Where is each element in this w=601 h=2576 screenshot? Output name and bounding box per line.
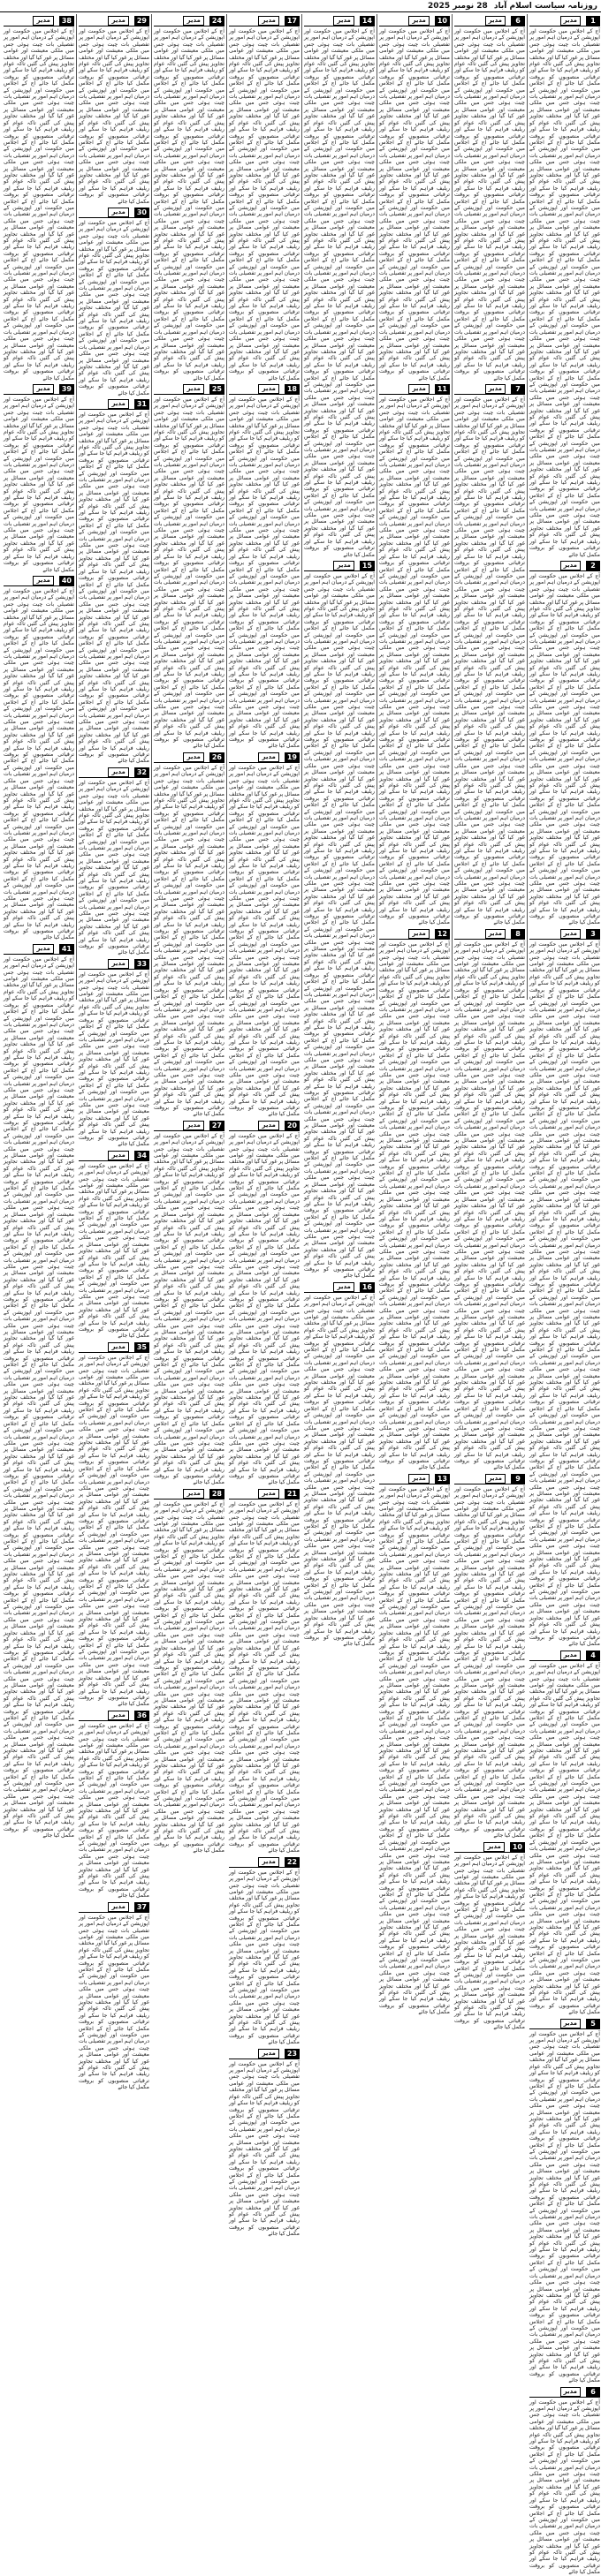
item-body: آج کے اجلاس میں حکومت اور اپوزیشن کے درمیان اہم امور پر تفصیلی بات چیت ہوئی جس میں ملکی معیشت اور عوامی مسائل پر غور کیا گیا اور مختلف تجاویز پیش کی گئیں تاکہ عوام کو ریلیف فراہم کیا جا سکے اور ترقیاتی منصوبوں کو بروقت مکمل کیا جائے آج کے اجلاس میں حکومت اور اپوزیشن کے درمیان اہم امور پر تفصیلی بات چیت ہوئی جس میں ملکی معیشت اور عوامی مسائل پر غور کیا گیا اور مختلف تجاویز پیش کی گئیں تاکہ عوام کو ریلیف فراہم کیا جا سکے اور ترقیاتی منصوبوں کو بروقت مکمل کیا جائے آج کے اجلاس میں حکومت اور اپوزیشن کے درمیان اہم امور پر تفصیلی بات چیت ہوئی جس میں ملکی معیشت اور عوامی مسائل پر غور کیا گیا اور مختلف تجاویز پیش کی گئیں تاکہ عوام کو ریلیف فراہم کیا جا سکے اور ترقیاتی منصوبوں کو بروقت مکمل کیا جائے [529, 2398, 600, 2576]
item-body: آج کے اجلاس میں حکومت اور اپوزیشن کے درمیان اہم امور پر تفصیلی بات چیت ہوئی جس میں ملکی معیشت اور عوامی مسائل پر غور کیا گیا اور مختلف تجاویز پیش کی گئیں تاکہ عوام کو ریلیف فراہم کیا جا سکے اور ترقیاتی منصوبوں کو بروقت مکمل کیا جائے آج کے اجلاس میں حکومت اور اپوزیشن کے درمیان اہم امور پر تفصیلی بات چیت ہوئی جس میں ملکی معیشت اور عوامی مسائل پر غور کیا گیا اور مختلف تجاویز پیش کی گئیں تاکہ عوام کو ریلیف فراہم کیا جا سکے اور ترقیاتی منصوبوں کو بروقت مکمل کیا جائے آج کے اجلاس میں حکومت اور اپوزیشن کے درمیان اہم امور پر تفصیلی بات چیت ہوئی جس میں ملکی معیشت اور عوامی مسائل پر غور کیا گیا اور مختلف تجاویز پیش کی گئیں تاکہ عوام کو ریلیف فراہم کیا جا سکے اور ترقیاتی منصوبوں کو بروقت مکمل کیا جائے آج کے اجلاس میں حکومت اور اپوزیشن کے درمیان اہم امور پر تفصیلی بات چیت ہوئی جس میں ملکی معیشت اور عوامی مسائل پر غور کیا گیا اور مختلف تجاویز پیش کی گئیں تاکہ عوام کو ریلیف فراہم کیا جا سکے اور ترقیاتی منصوبوں کو بروقت مکمل کیا جائے آج کے اجلاس میں حکومت اور اپوزیشن کے درمیان اہم امور پر تفصیلی بات چیت ہوئی جس میں ملکی معیشت اور عوامی مسائل پر غور کیا گیا اور مختلف تجاویز پیش کی گئیں تاکہ عوام کو ریلیف فراہم کیا جا سکے اور ترقیاتی منصوبوں کو بروقت مکمل کیا جائے آج کے اجلاس میں حکومت اور اپوزیشن کے درمیان اہم امور پر تفصیلی بات چیت ہوئی جس میں ملکی معیشت اور عوامی مسائل پر غور کیا گیا اور مختلف تجاویز پیش کی گئیں تاکہ عوام کو ریلیف فراہم کیا جا سکے اور ترقیاتی منصوبوں کو بروقت مکمل کیا جائے [454, 28, 525, 381]
item-header [4, 944, 74, 955]
news-item [379, 384, 450, 926]
masthead [0, 0, 601, 12]
item-header [79, 1342, 149, 1353]
item-header [79, 1151, 149, 1161]
item-number: 29 [134, 16, 149, 26]
item-header [79, 399, 149, 410]
column [453, 14, 526, 2031]
section-label: مدیر [108, 1151, 128, 1160]
section-label: مدیر [258, 16, 278, 26]
news-item [529, 561, 600, 926]
item-header [4, 16, 74, 26]
item-header [154, 1121, 224, 1131]
item-number: 23 [285, 2049, 300, 2059]
item-number: 9 [511, 1474, 525, 1484]
item-body: آج کے اجلاس میں حکومت اور اپوزیشن کے درمیان اہم امور پر تفصیلی بات چیت ہوئی جس میں ملکی معیشت اور عوامی مسائل پر غور کیا گیا اور مختلف تجاویز پیش کی گئیں تاکہ عوام کو ریلیف فراہم کیا جا سکے اور ترقیاتی منصوبوں کو بروقت مکمل کیا جائے آج کے اجلاس میں حکومت اور اپوزیشن کے درمیان اہم امور پر تفصیلی بات چیت ہوئی جس میں ملکی معیشت اور عوامی مسائل پر غور کیا گیا اور مختلف تجاویز پیش کی گئیں تاکہ عوام کو ریلیف فراہم کیا جا سکے اور ترقیاتی منصوبوں کو بروقت مکمل کیا جائے آج کے اجلاس میں حکومت اور اپوزیشن کے درمیان اہم امور پر تفصیلی بات چیت ہوئی جس میں ملکی معیشت اور عوامی مسائل پر غور کیا گیا اور مختلف تجاویز پیش کی گئیں تاکہ عوام کو ریلیف فراہم کیا جا سکے اور ترقیاتی منصوبوں کو بروقت مکمل کیا جائے آج کے اجلاس میں حکومت اور اپوزیشن کے درمیان اہم امور پر تفصیلی بات چیت ہوئی جس میں ملکی معیشت اور عوامی مسائل پر غور کیا گیا اور مختلف تجاویز پیش کی گئیں تاکہ عوام کو ریلیف فراہم کیا جا سکے اور ترقیاتی منصوبوں کو بروقت مکمل کیا جائے آج کے اجلاس میں حکومت اور اپوزیشن کے درمیان اہم امور پر تفصیلی بات چیت ہوئی جس میں ملکی معیشت اور عوامی مسائل پر غور کیا گیا اور مختلف تجاویز پیش کی گئیں تاکہ عوام کو ریلیف فراہم کیا جا سکے اور ترقیاتی منصوبوں کو بروقت مکمل کیا جائے آج کے اجلاس میں حکومت اور اپوزیشن کے درمیان اہم امور پر تفصیلی بات چیت ہوئی جس میں ملکی معیشت اور عوامی مسائل پر غور کیا گیا اور مختلف تجاویز پیش کی گئیں تاکہ عوام کو ریلیف فراہم کیا جا سکے اور ترقیاتی منصوبوں کو بروقت مکمل کیا جائے [379, 28, 450, 381]
item-body: آج کے اجلاس میں حکومت اور اپوزیشن کے درمیان اہم امور پر تفصیلی بات چیت ہوئی جس میں ملکی معیشت اور عوامی مسائل پر غور کیا گیا اور مختلف تجاویز پیش کی گئیں تاکہ عوام کو ریلیف فراہم کیا جا سکے اور ترقیاتی منصوبوں کو بروقت مکمل کیا جائے آج کے اجلاس میں حکومت اور اپوزیشن کے درمیان اہم امور پر تفصیلی بات چیت ہوئی جس میں ملکی معیشت اور عوامی مسائل پر غور کیا گیا اور مختلف تجاویز پیش کی گئیں تاکہ عوام کو ریلیف فراہم کیا جا سکے اور ترقیاتی منصوبوں کو بروقت مکمل کیا جائے آج کے اجلاس میں حکومت اور اپوزیشن کے درمیان اہم امور پر تفصیلی بات چیت ہوئی جس میں ملکی معیشت اور عوامی مسائل پر غور کیا گیا اور مختلف تجاویز پیش کی گئیں تاکہ عوام کو ریلیف فراہم کیا جا سکے اور ترقیاتی منصوبوں کو بروقت مکمل کیا جائے آج کے اجلاس میں حکومت اور اپوزیشن کے درمیان اہم امور پر تفصیلی بات چیت ہوئی جس میں ملکی معیشت اور عوامی مسائل پر غور کیا گیا اور مختلف تجاویز پیش کی گئیں تاکہ عوام کو ریلیف فراہم کیا جا سکے اور ترقیاتی منصوبوں کو بروقت مکمل کیا جائے آج کے اجلاس میں حکومت اور اپوزیشن کے درمیان اہم امور پر تفصیلی بات چیت ہوئی جس میں ملکی معیشت اور عوامی مسائل پر غور کیا گیا اور مختلف تجاویز پیش کی گئیں تاکہ عوام کو ریلیف فراہم کیا جا سکے اور ترقیاتی منصوبوں کو بروقت مکمل کیا جائے آج کے اجلاس میں حکومت اور اپوزیشن کے درمیان اہم امور پر تفصیلی بات چیت ہوئی جس میں ملکی معیشت اور عوامی مسائل پر غور کیا گیا اور مختلف تجاویز پیش کی گئیں تاکہ عوام کو ریلیف فراہم کیا جا سکے اور ترقیاتی منصوبوں کو بروقت مکمل کیا جائے آج کے اجلاس میں حکومت اور اپوزیشن کے درمیان اہم امور پر تفصیلی بات چیت ہوئی جس میں ملکی معیشت اور عوامی مسائل پر غور کیا گیا اور مختلف تجاویز پیش کی گئیں تاکہ عوام کو ریلیف فراہم کیا جا سکے اور ترقیاتی منصوبوں کو بروقت مکمل کیا جائے آج کے اجلاس میں حکومت اور اپوزیشن کے درمیان اہم امور پر تفصیلی بات چیت ہوئی جس میں ملکی معیشت اور عوامی مسائل پر غور کیا گیا اور مختلف تجاویز پیش کی گئیں تاکہ عوام کو ریلیف فراہم کیا جا سکے اور ترقیاتی منصوبوں کو بروقت مکمل کیا جائے آج کے اجلاس میں حکومت اور اپوزیشن کے درمیان اہم امور پر تفصیلی بات چیت ہوئی جس میں ملکی معیشت اور عوامی مسائل پر غور کیا گیا اور مختلف تجاویز پیش کی گئیں تاکہ عوام کو ریلیف فراہم کیا جا سکے اور ترقیاتی منصوبوں کو بروقت مکمل کیا جائے [379, 941, 450, 1471]
section-label: مدیر [108, 208, 128, 217]
section-label: مدیر [560, 16, 581, 26]
news-item [454, 16, 525, 381]
section-label: مدیر [33, 576, 53, 585]
item-number: 33 [134, 959, 149, 969]
news-item [229, 16, 300, 381]
section-label: مدیر [108, 1902, 128, 1912]
section-label: مدیر [485, 384, 506, 394]
item-body: آج کے اجلاس میں حکومت اور اپوزیشن کے درمیان اہم امور پر تفصیلی بات چیت ہوئی جس میں ملکی معیشت اور عوامی مسائل پر غور کیا گیا اور مختلف تجاویز پیش کی گئیں تاکہ عوام کو ریلیف فراہم کیا جا سکے اور ترقیاتی منصوبوں کو بروقت مکمل کیا جائے آج کے اجلاس میں حکومت اور اپوزیشن کے درمیان اہم امور پر تفصیلی بات چیت ہوئی جس میں ملکی معیشت اور عوامی مسائل پر غور کیا گیا اور مختلف تجاویز پیش کی گئیں تاکہ عوام کو ریلیف فراہم کیا جا سکے اور ترقیاتی منصوبوں کو بروقت مکمل کیا جائے آج کے اجلاس میں حکومت اور اپوزیشن کے درمیان اہم امور پر تفصیلی بات چیت ہوئی جس میں ملکی معیشت اور عوامی مسائل پر غور کیا گیا اور مختلف تجاویز پیش کی گئیں تاکہ عوام کو ریلیف فراہم کیا جا سکے اور ترقیاتی منصوبوں کو بروقت مکمل کیا جائے آج کے اجلاس میں حکومت اور اپوزیشن کے درمیان اہم امور پر تفصیلی بات چیت ہوئی جس میں ملکی معیشت اور عوامی مسائل پر غور کیا گیا اور مختلف تجاویز پیش کی گئیں تاکہ عوام کو ریلیف فراہم کیا جا سکے اور ترقیاتی منصوبوں کو بروقت مکمل کیا جائے آج کے اجلاس میں حکومت اور اپوزیشن کے درمیان اہم امور پر تفصیلی بات چیت ہوئی جس میں ملکی معیشت اور عوامی مسائل پر غور کیا گیا اور مختلف تجاویز پیش کی گئیں تاکہ عوام کو ریلیف فراہم کیا جا سکے اور ترقیاتی منصوبوں کو بروقت مکمل کیا جائے آج کے اجلاس میں حکومت اور اپوزیشن کے درمیان اہم امور پر تفصیلی بات چیت ہوئی جس میں ملکی معیشت اور عوامی مسائل پر غور کیا گیا اور مختلف تجاویز پیش کی گئیں تاکہ عوام کو ریلیف فراہم کیا جا سکے اور ترقیاتی منصوبوں کو بروقت مکمل کیا جائے [154, 1132, 224, 1486]
section-label: مدیر [183, 16, 203, 26]
item-number: 2 [586, 561, 600, 570]
column [378, 14, 451, 2016]
item-header [154, 1489, 224, 1500]
section-label: مدیر [560, 1651, 581, 1660]
item-number: 39 [59, 384, 74, 394]
section-label: مدیر [183, 384, 203, 394]
item-header [379, 16, 450, 26]
item-body: آج کے اجلاس میں حکومت اور اپوزیشن کے درمیان اہم امور پر تفصیلی بات چیت ہوئی جس میں ملکی معیشت اور عوامی مسائل پر غور کیا گیا اور مختلف تجاویز پیش کی گئیں تاکہ عوام کو ریلیف فراہم کیا جا سکے اور ترقیاتی منصوبوں کو بروقت مکمل کیا جائے آج کے اجلاس میں حکومت اور اپوزیشن کے درمیان اہم امور پر تفصیلی بات چیت ہوئی جس میں ملکی معیشت اور عوامی مسائل پر غور کیا گیا اور مختلف تجاویز پیش کی گئیں تاکہ عوام کو ریلیف فراہم کیا جا سکے اور ترقیاتی منصوبوں کو بروقت مکمل کیا جائے آج کے اجلاس میں حکومت اور اپوزیشن کے درمیان اہم امور پر تفصیلی بات چیت ہوئی جس میں ملکی معیشت اور عوامی مسائل پر غور کیا گیا اور مختلف تجاویز پیش کی گئیں تاکہ عوام کو ریلیف فراہم کیا جا سکے اور ترقیاتی منصوبوں کو بروقت مکمل کیا جائے [79, 1914, 149, 2091]
item-number: 40 [59, 576, 74, 585]
item-header [229, 384, 300, 395]
item-number: 25 [209, 384, 224, 394]
news-item [529, 929, 600, 1648]
item-body: آج کے اجلاس میں حکومت اور اپوزیشن کے درمیان اہم امور پر تفصیلی بات چیت ہوئی جس میں ملکی معیشت اور عوامی مسائل پر غور کیا گیا اور مختلف تجاویز پیش کی گئیں تاکہ عوام کو ریلیف فراہم کیا جا سکے اور ترقیاتی منصوبوں کو بروقت مکمل کیا جائے آج کے اجلاس میں حکومت اور اپوزیشن کے درمیان اہم امور پر تفصیلی بات چیت ہوئی جس میں ملکی معیشت اور عوامی مسائل پر غور کیا گیا اور مختلف تجاویز پیش کی گئیں تاکہ عوام کو ریلیف فراہم کیا جا سکے اور ترقیاتی منصوبوں کو بروقت مکمل کیا جائے آج کے اجلاس میں حکومت اور اپوزیشن کے درمیان اہم امور پر تفصیلی بات چیت ہوئی جس میں ملکی معیشت اور عوامی مسائل پر غور کیا گیا اور مختلف تجاویز پیش کی گئیں تاکہ عوام کو ریلیف فراہم کیا جا سکے اور ترقیاتی منصوبوں کو بروقت مکمل کیا جائے آج کے اجلاس میں حکومت اور اپوزیشن کے درمیان اہم امور پر تفصیلی بات چیت ہوئی جس میں ملکی معیشت اور عوامی مسائل پر غور کیا گیا اور مختلف تجاویز پیش کی گئیں تاکہ عوام کو ریلیف فراہم کیا جا سکے اور ترقیاتی منصوبوں کو بروقت مکمل کیا جائے آج کے اجلاس میں حکومت اور اپوزیشن کے درمیان اہم امور پر تفصیلی بات چیت ہوئی جس میں ملکی معیشت اور عوامی مسائل پر غور کیا گیا اور مختلف تجاویز پیش کی گئیں تاکہ عوام کو ریلیف فراہم کیا جا سکے اور ترقیاتی منصوبوں کو بروقت مکمل کیا جائے آج کے اجلاس میں حکومت اور اپوزیشن کے درمیان اہم امور پر تفصیلی بات چیت ہوئی جس میں ملکی معیشت اور عوامی مسائل پر غور کیا گیا اور مختلف تجاویز پیش کی گئیں تاکہ عوام کو ریلیف فراہم کیا جا سکے اور ترقیاتی منصوبوں کو بروقت مکمل کیا جائے [529, 2030, 600, 2384]
section-label: مدیر [333, 1282, 354, 1292]
item-header [154, 752, 224, 763]
section-label: مدیر [333, 16, 354, 26]
news-item [154, 1489, 224, 1855]
item-number: 32 [134, 767, 149, 777]
column [303, 14, 376, 1648]
news-item [229, 2049, 300, 2238]
column-rule [301, 14, 302, 1000]
column [78, 14, 150, 2091]
item-header [4, 576, 74, 586]
news-item [4, 16, 74, 381]
section-label: مدیر [183, 752, 203, 762]
item-number: 41 [59, 944, 74, 954]
section-label: مدیر [408, 16, 429, 26]
item-body: آج کے اجلاس میں حکومت اور اپوزیشن کے درمیان اہم امور پر تفصیلی بات چیت ہوئی جس میں ملکی معیشت اور عوامی مسائل پر غور کیا گیا اور مختلف تجاویز پیش کی گئیں تاکہ عوام کو ریلیف فراہم کیا جا سکے اور ترقیاتی منصوبوں کو بروقت مکمل کیا جائے آج کے اجلاس میں حکومت اور اپوزیشن کے درمیان اہم امور پر تفصیلی بات چیت ہوئی جس میں ملکی معیشت اور عوامی مسائل پر غور کیا گیا اور مختلف تجاویز پیش کی گئیں تاکہ عوام کو ریلیف فراہم کیا جا سکے اور ترقیاتی منصوبوں کو بروقت مکمل کیا جائے آج کے اجلاس میں حکومت اور اپوزیشن کے درمیان اہم امور پر تفصیلی بات چیت ہوئی جس میں ملکی معیشت اور عوامی مسائل پر غور کیا گیا اور مختلف تجاویز پیش کی گئیں تاکہ عوام کو ریلیف فراہم کیا جا سکے اور ترقیاتی منصوبوں کو بروقت مکمل کیا جائے آج کے اجلاس میں حکومت اور اپوزیشن کے درمیان اہم امور پر تفصیلی بات چیت ہوئی جس میں ملکی معیشت اور عوامی مسائل پر غور کیا گیا اور مختلف تجاویز پیش کی گئیں تاکہ عوام کو ریلیف فراہم کیا جا سکے اور ترقیاتی منصوبوں کو بروقت مکمل کیا جائے آج کے اجلاس میں حکومت اور اپوزیشن کے درمیان اہم امور پر تفصیلی بات چیت ہوئی جس میں ملکی معیشت اور عوامی مسائل پر غور کیا گیا اور مختلف تجاویز پیش کی گئیں تاکہ عوام کو ریلیف فراہم کیا جا سکے اور ترقیاتی منصوبوں کو بروقت مکمل کیا جائے آج کے اجلاس میں حکومت اور اپوزیشن کے درمیان اہم امور پر تفصیلی بات چیت ہوئی جس میں ملکی معیشت اور عوامی مسائل پر غور کیا گیا اور مختلف تجاویز پیش کی گئیں تاکہ عوام کو ریلیف فراہم کیا جا سکے اور ترقیاتی منصوبوں کو بروقت مکمل کیا جائے [529, 1662, 600, 2016]
item-body: آج کے اجلاس میں حکومت اور اپوزیشن کے درمیان اہم امور پر تفصیلی بات چیت ہوئی جس میں ملکی معیشت اور عوامی مسائل پر غور کیا گیا اور مختلف تجاویز پیش کی گئیں تاکہ عوام کو ریلیف فراہم کیا جا سکے اور ترقیاتی منصوبوں کو بروقت مکمل کیا جائے آج کے اجلاس میں حکومت اور اپوزیشن کے درمیان اہم امور پر تفصیلی بات چیت ہوئی جس میں ملکی معیشت اور عوامی مسائل پر غور کیا گیا اور مختلف تجاویز پیش کی گئیں تاکہ عوام کو ریلیف فراہم کیا جا سکے اور ترقیاتی منصوبوں کو بروقت مکمل کیا جائے آج کے اجلاس میں حکومت اور اپوزیشن کے درمیان اہم امور پر تفصیلی بات چیت ہوئی جس میں ملکی معیشت اور عوامی مسائل پر غور کیا گیا اور مختلف تجاویز پیش کی گئیں تاکہ عوام کو ریلیف فراہم کیا جا سکے اور ترقیاتی منصوبوں کو بروقت مکمل کیا جائے آج کے اجلاس میں حکومت اور اپوزیشن کے درمیان اہم امور پر تفصیلی بات چیت ہوئی جس میں ملکی معیشت اور عوامی مسائل پر غور کیا گیا اور مختلف تجاویز پیش کی گئیں تاکہ عوام کو ریلیف فراہم کیا جا سکے اور ترقیاتی منصوبوں کو بروقت مکمل کیا جائے آج کے اجلاس میں حکومت اور اپوزیشن کے درمیان اہم امور پر تفصیلی بات چیت ہوئی جس میں ملکی معیشت اور عوامی مسائل پر غور کیا گیا اور مختلف تجاویز پیش کی گئیں تاکہ عوام کو ریلیف فراہم کیا جا سکے اور ترقیاتی منصوبوں کو بروقت مکمل کیا جائے آج کے اجلاس میں حکومت اور اپوزیشن کے درمیان اہم امور پر تفصیلی بات چیت ہوئی جس میں ملکی معیشت اور عوامی مسائل پر غور کیا گیا اور مختلف تجاویز پیش کی گئیں تاکہ عوام کو ریلیف فراہم کیا جا سکے اور ترقیاتی منصوبوں کو بروقت مکمل کیا جائے [154, 1500, 224, 1855]
news-item [79, 16, 149, 205]
news-item [79, 1902, 149, 2091]
item-body: آج کے اجلاس میں حکومت اور اپوزیشن کے درمیان اہم امور پر تفصیلی بات چیت ہوئی جس میں ملکی معیشت اور عوامی مسائل پر غور کیا گیا اور مختلف تجاویز پیش کی گئیں تاکہ عوام کو ریلیف فراہم کیا جا سکے اور ترقیاتی منصوبوں کو بروقت مکمل کیا جائے آج کے اجلاس میں حکومت اور اپوزیشن کے درمیان اہم امور پر تفصیلی بات چیت ہوئی جس میں ملکی معیشت اور عوامی مسائل پر غور کیا گیا اور مختلف تجاویز پیش کی گئیں تاکہ عوام کو ریلیف فراہم کیا جا سکے اور ترقیاتی منصوبوں کو بروقت مکمل کیا جائے آج کے اجلاس میں حکومت اور اپوزیشن کے درمیان اہم امور پر تفصیلی بات چیت ہوئی جس میں ملکی معیشت اور عوامی مسائل پر غور کیا گیا اور مختلف تجاویز پیش کی گئیں تاکہ عوام کو ریلیف فراہم کیا جا سکے اور ترقیاتی منصوبوں کو بروقت مکمل کیا جائے آج کے اجلاس میں حکومت اور اپوزیشن کے درمیان اہم امور پر تفصیلی بات چیت ہوئی جس میں ملکی معیشت اور عوامی مسائل پر غور کیا گیا اور مختلف تجاویز پیش کی گئیں تاکہ عوام کو ریلیف فراہم کیا جا سکے اور ترقیاتی منصوبوں کو بروقت مکمل کیا جائے آج کے اجلاس میں حکومت اور اپوزیشن کے درمیان اہم امور پر تفصیلی بات چیت ہوئی جس میں ملکی معیشت اور عوامی مسائل پر غور کیا گیا اور مختلف تجاویز پیش کی گئیں تاکہ عوام کو ریلیف فراہم کیا جا سکے اور ترقیاتی منصوبوں کو بروقت مکمل کیا جائے آج کے اجلاس میں حکومت اور اپوزیشن کے درمیان اہم امور پر تفصیلی بات چیت ہوئی جس میں ملکی معیشت اور عوامی مسائل پر غور کیا گیا اور مختلف تجاویز پیش کی گئیں تاکہ عوام کو ریلیف فراہم کیا جا سکے اور ترقیاتی منصوبوں کو بروقت مکمل کیا جائے آج کے اجلاس میں حکومت اور اپوزیشن کے درمیان اہم امور پر تفصیلی بات چیت ہوئی جس میں ملکی معیشت اور عوامی مسائل پر غور کیا گیا اور مختلف تجاویز پیش کی گئیں تاکہ عوام کو ریلیف فراہم کیا جا سکے اور ترقیاتی منصوبوں کو بروقت مکمل کیا جائے آج کے اجلاس میں حکومت اور اپوزیشن کے درمیان اہم امور پر تفصیلی بات چیت ہوئی جس میں ملکی معیشت اور عوامی مسائل پر غور کیا گیا اور مختلف تجاویز پیش کی گئیں تاکہ عوام کو ریلیف فراہم کیا جا سکے اور ترقیاتی منصوبوں کو بروقت مکمل کیا جائے آج کے اجلاس میں حکومت اور اپوزیشن کے درمیان اہم امور پر تفصیلی بات چیت ہوئی جس میں ملکی معیشت اور عوامی مسائل پر غور کیا گیا اور مختلف تجاویز پیش کی گئیں تاکہ عوام کو ریلیف فراہم کیا جا سکے اور ترقیاتی منصوبوں کو بروقت مکمل کیا جائے [379, 1485, 450, 2016]
item-number: 28 [209, 1489, 224, 1499]
section-label: مدیر [183, 1489, 203, 1499]
news-item [79, 1342, 149, 1708]
section-label: مدیر [560, 2019, 581, 2028]
column-rule [76, 14, 77, 1000]
item-header [229, 1121, 300, 1131]
news-item [304, 16, 375, 558]
item-body: آج کے اجلاس میں حکومت اور اپوزیشن کے درمیان اہم امور پر تفصیلی بات چیت ہوئی جس میں ملکی معیشت اور عوامی مسائل پر غور کیا گیا اور مختلف تجاویز پیش کی گئیں تاکہ عوام کو ریلیف فراہم کیا جا سکے اور ترقیاتی منصوبوں کو بروقت مکمل کیا جائے آج کے اجلاس میں حکومت اور اپوزیشن کے درمیان اہم امور پر تفصیلی بات چیت ہوئی جس میں ملکی معیشت اور عوامی مسائل پر غور کیا گیا اور مختلف تجاویز پیش کی گئیں تاکہ عوام کو ریلیف فراہم کیا جا سکے اور ترقیاتی منصوبوں کو بروقت مکمل کیا جائے آج کے اجلاس میں حکومت اور اپوزیشن کے درمیان اہم امور پر تفصیلی بات چیت ہوئی جس میں ملکی معیشت اور عوامی مسائل پر غور کیا گیا اور مختلف تجاویز پیش کی گئیں تاکہ عوام کو ریلیف فراہم کیا جا سکے اور ترقیاتی منصوبوں کو بروقت مکمل کیا جائے [79, 779, 149, 956]
item-header [79, 959, 149, 970]
item-header [79, 1902, 149, 1913]
item-body: آج کے اجلاس میں حکومت اور اپوزیشن کے درمیان اہم امور پر تفصیلی بات چیت ہوئی جس میں ملکی معیشت اور عوامی مسائل پر غور کیا گیا اور مختلف تجاویز پیش کی گئیں تاکہ عوام کو ریلیف فراہم کیا جا سکے اور ترقیاتی منصوبوں کو بروقت مکمل کیا جائے آج کے اجلاس میں حکومت اور اپوزیشن کے درمیان اہم امور پر تفصیلی بات چیت ہوئی جس میں ملکی معیشت اور عوامی مسائل پر غور کیا گیا اور مختلف تجاویز پیش کی گئیں تاکہ عوام کو ریلیف فراہم کیا جا سکے اور ترقیاتی منصوبوں کو بروقت مکمل کیا جائے آج کے اجلاس میں حکومت اور اپوزیشن کے درمیان اہم امور پر تفصیلی بات چیت ہوئی جس میں ملکی معیشت اور عوامی مسائل پر غور کیا گیا اور مختلف تجاویز پیش کی گئیں تاکہ عوام کو ریلیف فراہم کیا جا سکے اور ترقیاتی منصوبوں کو بروقت مکمل کیا جائے [454, 1854, 525, 2031]
item-number: 15 [360, 561, 375, 570]
item-body: آج کے اجلاس میں حکومت اور اپوزیشن کے درمیان اہم امور پر تفصیلی بات چیت ہوئی جس میں ملکی معیشت اور عوامی مسائل پر غور کیا گیا اور مختلف تجاویز پیش کی گئیں تاکہ عوام کو ریلیف فراہم کیا جا سکے اور ترقیاتی منصوبوں کو بروقت مکمل کیا جائے آج کے اجلاس میں حکومت اور اپوزیشن کے درمیان اہم امور پر تفصیلی بات چیت ہوئی جس میں ملکی معیشت اور عوامی مسائل پر غور کیا گیا اور مختلف تجاویز پیش کی گئیں تاکہ عوام کو ریلیف فراہم کیا جا سکے اور ترقیاتی منصوبوں کو بروقت مکمل کیا جائے آج کے اجلاس میں حکومت اور اپوزیشن کے درمیان اہم امور پر تفصیلی بات چیت ہوئی جس میں ملکی معیشت اور عوامی مسائل پر غور کیا گیا اور مختلف تجاویز پیش کی گئیں تاکہ عوام کو ریلیف فراہم کیا جا سکے اور ترقیاتی منصوبوں کو بروقت مکمل کیا جائے [229, 2060, 300, 2238]
news-item [454, 929, 525, 1471]
column [3, 14, 75, 1839]
item-header [454, 1474, 525, 1484]
item-number: 18 [285, 384, 300, 394]
news-item [379, 16, 450, 381]
item-number: 37 [134, 1902, 149, 1912]
item-number: 3 [586, 929, 600, 939]
item-body: آج کے اجلاس میں حکومت اور اپوزیشن کے درمیان اہم امور پر تفصیلی بات چیت ہوئی جس میں ملکی معیشت اور عوامی مسائل پر غور کیا گیا اور مختلف تجاویز پیش کی گئیں تاکہ عوام کو ریلیف فراہم کیا جا سکے اور ترقیاتی منصوبوں کو بروقت مکمل کیا جائے آج کے اجلاس میں حکومت اور اپوزیشن کے درمیان اہم امور پر تفصیلی بات چیت ہوئی جس میں ملکی معیشت اور عوامی مسائل پر غور کیا گیا اور مختلف تجاویز پیش کی گئیں تاکہ عوام کو ریلیف فراہم کیا جا سکے اور ترقیاتی منصوبوں کو بروقت مکمل کیا جائے آج کے اجلاس میں حکومت اور اپوزیشن کے درمیان اہم امور پر تفصیلی بات چیت ہوئی جس میں ملکی معیشت اور عوامی مسائل پر غور کیا گیا اور مختلف تجاویز پیش کی گئیں تاکہ عوام کو ریلیف فراہم کیا جا سکے اور ترقیاتی منصوبوں کو بروقت مکمل کیا جائے آج کے اجلاس میں حکومت اور اپوزیشن کے درمیان اہم امور پر تفصیلی بات چیت ہوئی جس میں ملکی معیشت اور عوامی مسائل پر غور کیا گیا اور مختلف تجاویز پیش کی گئیں تاکہ عوام کو ریلیف فراہم کیا جا سکے اور ترقیاتی منصوبوں کو بروقت مکمل کیا جائے آج کے اجلاس میں حکومت اور اپوزیشن کے درمیان اہم امور پر تفصیلی بات چیت ہوئی جس میں ملکی معیشت اور عوامی مسائل پر غور کیا گیا اور مختلف تجاویز پیش کی گئیں تاکہ عوام کو ریلیف فراہم کیا جا سکے اور ترقیاتی منصوبوں کو بروقت مکمل کیا جائے آج کے اجلاس میں حکومت اور اپوزیشن کے درمیان اہم امور پر تفصیلی بات چیت ہوئی جس میں ملکی معیشت اور عوامی مسائل پر غور کیا گیا اور مختلف تجاویز پیش کی گئیں تاکہ عوام کو ریلیف فراہم کیا جا سکے اور ترقیاتی منصوبوں کو بروقت مکمل کیا جائے [229, 1132, 300, 1486]
item-body: آج کے اجلاس میں حکومت اور اپوزیشن کے درمیان اہم امور پر تفصیلی بات چیت ہوئی جس میں ملکی معیشت اور عوامی مسائل پر غور کیا گیا اور مختلف تجاویز پیش کی گئیں تاکہ عوام کو ریلیف فراہم کیا جا سکے اور ترقیاتی منصوبوں کو بروقت مکمل کیا جائے آج کے اجلاس میں حکومت اور اپوزیشن کے درمیان اہم امور پر تفصیلی بات چیت ہوئی جس میں ملکی معیشت اور عوامی مسائل پر غور کیا گیا اور مختلف تجاویز پیش کی گئیں تاکہ عوام کو ریلیف فراہم کیا جا سکے اور ترقیاتی منصوبوں کو بروقت مکمل کیا جائے آج کے اجلاس میں حکومت اور اپوزیشن کے درمیان اہم امور پر تفصیلی بات چیت ہوئی جس میں ملکی معیشت اور عوامی مسائل پر غور کیا گیا اور مختلف تجاویز پیش کی گئیں تاکہ عوام کو ریلیف فراہم کیا جا سکے اور ترقیاتی منصوبوں کو بروقت مکمل کیا جائے آج کے اجلاس میں حکومت اور اپوزیشن کے درمیان اہم امور پر تفصیلی بات چیت ہوئی جس میں ملکی معیشت اور عوامی مسائل پر غور کیا گیا اور مختلف تجاویز پیش کی گئیں تاکہ عوام کو ریلیف فراہم کیا جا سکے اور ترقیاتی منصوبوں کو بروقت مکمل کیا جائے آج کے اجلاس میں حکومت اور اپوزیشن کے درمیان اہم امور پر تفصیلی بات چیت ہوئی جس میں ملکی معیشت اور عوامی مسائل پر غور کیا گیا اور مختلف تجاویز پیش کی گئیں تاکہ عوام کو ریلیف فراہم کیا جا سکے اور ترقیاتی منصوبوں کو بروقت مکمل کیا جائے آج کے اجلاس میں حکومت اور اپوزیشن کے درمیان اہم امور پر تفصیلی بات چیت ہوئی جس میں ملکی معیشت اور عوامی مسائل پر غور کیا گیا اور مختلف تجاویز پیش کی گئیں تاکہ عوام کو ریلیف فراہم کیا جا سکے اور ترقیاتی منصوبوں کو بروقت مکمل کیا جائے [154, 764, 224, 1118]
item-header [529, 561, 600, 571]
item-body: آج کے اجلاس میں حکومت اور اپوزیشن کے درمیان اہم امور پر تفصیلی بات چیت ہوئی جس میں ملکی معیشت اور عوامی مسائل پر غور کیا گیا اور مختلف تجاویز پیش کی گئیں تاکہ عوام کو ریلیف فراہم کیا جا سکے اور ترقیاتی منصوبوں کو بروقت مکمل کیا جائے آج کے اجلاس میں حکومت اور اپوزیشن کے درمیان اہم امور پر تفصیلی بات چیت ہوئی جس میں ملکی معیشت اور عوامی مسائل پر غور کیا گیا اور مختلف تجاویز پیش کی گئیں تاکہ عوام کو ریلیف فراہم کیا جا سکے اور ترقیاتی منصوبوں کو بروقت مکمل کیا جائے آج کے اجلاس میں حکومت اور اپوزیشن کے درمیان اہم امور پر تفصیلی بات چیت ہوئی جس میں ملکی معیشت اور عوامی مسائل پر غور کیا گیا اور مختلف تجاویز پیش کی گئیں تاکہ عوام کو ریلیف فراہم کیا جا سکے اور ترقیاتی منصوبوں کو بروقت مکمل کیا جائے آج کے اجلاس میں حکومت اور اپوزیشن کے درمیان اہم امور پر تفصیلی بات چیت ہوئی جس میں ملکی معیشت اور عوامی مسائل پر غور کیا گیا اور مختلف تجاویز پیش کی گئیں تاکہ عوام کو ریلیف فراہم کیا جا سکے اور ترقیاتی منصوبوں کو بروقت مکمل کیا جائے آج کے اجلاس میں حکومت اور اپوزیشن کے درمیان اہم امور پر تفصیلی بات چیت ہوئی جس میں ملکی معیشت اور عوامی مسائل پر غور کیا گیا اور مختلف تجاویز پیش کی گئیں تاکہ عوام کو ریلیف فراہم کیا جا سکے اور ترقیاتی منصوبوں کو بروقت مکمل کیا جائے آج کے اجلاس میں حکومت اور اپوزیشن کے درمیان اہم امور پر تفصیلی بات چیت ہوئی جس میں ملکی معیشت اور عوامی مسائل پر غور کیا گیا اور مختلف تجاویز پیش کی گئیں تاکہ عوام کو ریلیف فراہم کیا جا سکے اور ترقیاتی منصوبوں کو بروقت مکمل کیا جائے [4, 28, 74, 381]
column-rule [527, 14, 528, 1000]
item-body: آج کے اجلاس میں حکومت اور اپوزیشن کے درمیان اہم امور پر تفصیلی بات چیت ہوئی جس میں ملکی معیشت اور عوامی مسائل پر غور کیا گیا اور مختلف تجاویز پیش کی گئیں تاکہ عوام کو ریلیف فراہم کیا جا سکے اور ترقیاتی منصوبوں کو بروقت مکمل کیا جائے آج کے اجلاس میں حکومت اور اپوزیشن کے درمیان اہم امور پر تفصیلی بات چیت ہوئی جس میں ملکی معیشت اور عوامی مسائل پر غور کیا گیا اور مختلف تجاویز پیش کی گئیں تاکہ عوام کو ریلیف فراہم کیا جا سکے اور ترقیاتی منصوبوں کو بروقت مکمل کیا جائے آج کے اجلاس میں حکومت اور اپوزیشن کے درمیان اہم امور پر تفصیلی بات چیت ہوئی جس میں ملکی معیشت اور عوامی مسائل پر غور کیا گیا اور مختلف تجاویز پیش کی گئیں تاکہ عوام کو ریلیف فراہم کیا جا سکے اور ترقیاتی منصوبوں کو بروقت مکمل کیا جائے [79, 1722, 149, 1900]
news-item [304, 1282, 375, 1648]
paper-name: روزنامہ سیاست اسلام آباد [493, 2, 597, 11]
item-body: آج کے اجلاس میں حکومت اور اپوزیشن کے درمیان اہم امور پر تفصیلی بات چیت ہوئی جس میں ملکی معیشت اور عوامی مسائل پر غور کیا گیا اور مختلف تجاویز پیش کی گئیں تاکہ عوام کو ریلیف فراہم کیا جا سکے اور ترقیاتی منصوبوں کو بروقت مکمل کیا جائے آج کے اجلاس میں حکومت اور اپوزیشن کے درمیان اہم امور پر تفصیلی بات چیت ہوئی جس میں ملکی معیشت اور عوامی مسائل پر غور کیا گیا اور مختلف تجاویز پیش کی گئیں تاکہ عوام کو ریلیف فراہم کیا جا سکے اور ترقیاتی منصوبوں کو بروقت مکمل کیا جائے آج کے اجلاس میں حکومت اور اپوزیشن کے درمیان اہم امور پر تفصیلی بات چیت ہوئی جس میں ملکی معیشت اور عوامی مسائل پر غور کیا گیا اور مختلف تجاویز پیش کی گئیں تاکہ عوام کو ریلیف فراہم کیا جا سکے اور ترقیاتی منصوبوں کو بروقت مکمل کیا جائے آج کے اجلاس میں حکومت اور اپوزیشن کے درمیان اہم امور پر تفصیلی بات چیت ہوئی جس میں ملکی معیشت اور عوامی مسائل پر غور کیا گیا اور مختلف تجاویز پیش کی گئیں تاکہ عوام کو ریلیف فراہم کیا جا سکے اور ترقیاتی منصوبوں کو بروقت مکمل کیا جائے آج کے اجلاس میں حکومت اور اپوزیشن کے درمیان اہم امور پر تفصیلی بات چیت ہوئی جس میں ملکی معیشت اور عوامی مسائل پر غور کیا گیا اور مختلف تجاویز پیش کی گئیں تاکہ عوام کو ریلیف فراہم کیا جا سکے اور ترقیاتی منصوبوں کو بروقت مکمل کیا جائے آج کے اجلاس میں حکومت اور اپوزیشن کے درمیان اہم امور پر تفصیلی بات چیت ہوئی جس میں ملکی معیشت اور عوامی مسائل پر غور کیا گیا اور مختلف تجاویز پیش کی گئیں تاکہ عوام کو ریلیف فراہم کیا جا سکے اور ترقیاتی منصوبوں کو بروقت مکمل کیا جائے آج کے اجلاس میں حکومت اور اپوزیشن کے درمیان اہم امور پر تفصیلی بات چیت ہوئی جس میں ملکی معیشت اور عوامی مسائل پر غور کیا گیا اور مختلف تجاویز پیش کی گئیں تاکہ عوام کو ریلیف فراہم کیا جا سکے اور ترقیاتی منصوبوں کو بروقت مکمل کیا جائے آج کے اجلاس میں حکومت اور اپوزیشن کے درمیان اہم امور پر تفصیلی بات چیت ہوئی جس میں ملکی معیشت اور عوامی مسائل پر غور کیا گیا اور مختلف تجاویز پیش کی گئیں تاکہ عوام کو ریلیف فراہم کیا جا سکے اور ترقیاتی منصوبوں کو بروقت مکمل کیا جائے آج کے اجلاس میں حکومت اور اپوزیشن کے درمیان اہم امور پر تفصیلی بات چیت ہوئی جس میں ملکی معیشت اور عوامی مسائل پر غور کیا گیا اور مختلف تجاویز پیش کی گئیں تاکہ عوام کو ریلیف فراہم کیا جا سکے اور ترقیاتی منصوبوں کو بروقت مکمل کیا جائے [379, 396, 450, 926]
item-header [229, 1857, 300, 1868]
section-label: مدیر [258, 384, 278, 394]
item-header [304, 1282, 375, 1293]
news-item [229, 384, 300, 750]
section-label: مدیر [108, 16, 128, 26]
item-body: آج کے اجلاس میں حکومت اور اپوزیشن کے درمیان اہم امور پر تفصیلی بات چیت ہوئی جس میں ملکی معیشت اور عوامی مسائل پر غور کیا گیا اور مختلف تجاویز پیش کی گئیں تاکہ عوام کو ریلیف فراہم کیا جا سکے اور ترقیاتی منصوبوں کو بروقت مکمل کیا جائے آج کے اجلاس میں حکومت اور اپوزیشن کے درمیان اہم امور پر تفصیلی بات چیت ہوئی جس میں ملکی معیشت اور عوامی مسائل پر غور کیا گیا اور مختلف تجاویز پیش کی گئیں تاکہ عوام کو ریلیف فراہم کیا جا سکے اور ترقیاتی منصوبوں کو بروقت مکمل کیا جائے آج کے اجلاس میں حکومت اور اپوزیشن کے درمیان اہم امور پر تفصیلی بات چیت ہوئی جس میں ملکی معیشت اور عوامی مسائل پر غور کیا گیا اور مختلف تجاویز پیش کی گئیں تاکہ عوام کو ریلیف فراہم کیا جا سکے اور ترقیاتی منصوبوں کو بروقت مکمل کیا جائے آج کے اجلاس میں حکومت اور اپوزیشن کے درمیان اہم امور پر تفصیلی بات چیت ہوئی جس میں ملکی معیشت اور عوامی مسائل پر غور کیا گیا اور مختلف تجاویز پیش کی گئیں تاکہ عوام کو ریلیف فراہم کیا جا سکے اور ترقیاتی منصوبوں کو بروقت مکمل کیا جائے آج کے اجلاس میں حکومت اور اپوزیشن کے درمیان اہم امور پر تفصیلی بات چیت ہوئی جس میں ملکی معیشت اور عوامی مسائل پر غور کیا گیا اور مختلف تجاویز پیش کی گئیں تاکہ عوام کو ریلیف فراہم کیا جا سکے اور ترقیاتی منصوبوں کو بروقت مکمل کیا جائے آج کے اجلاس میں حکومت اور اپوزیشن کے درمیان اہم امور پر تفصیلی بات چیت ہوئی جس میں ملکی معیشت اور عوامی مسائل پر غور کیا گیا اور مختلف تجاویز پیش کی گئیں تاکہ عوام کو ریلیف فراہم کیا جا سکے اور ترقیاتی منصوبوں کو بروقت مکمل کیا جائے [229, 1500, 300, 1855]
column [228, 14, 300, 2238]
item-header [379, 929, 450, 940]
section-label: مدیر [33, 944, 53, 954]
section-label: مدیر [108, 1711, 128, 1720]
section-label: مدیر [258, 1121, 278, 1130]
news-item [229, 1857, 300, 2046]
news-item [529, 2387, 600, 2576]
section-label: مدیر [408, 1474, 429, 1484]
item-body: آج کے اجلاس میں حکومت اور اپوزیشن کے درمیان اہم امور پر تفصیلی بات چیت ہوئی جس میں ملکی معیشت اور عوامی مسائل پر غور کیا گیا اور مختلف تجاویز پیش کی گئیں تاکہ عوام کو ریلیف فراہم کیا جا سکے اور ترقیاتی منصوبوں کو بروقت مکمل کیا جائے آج کے اجلاس میں حکومت اور اپوزیشن کے درمیان اہم امور پر تفصیلی بات چیت ہوئی جس میں ملکی معیشت اور عوامی مسائل پر غور کیا گیا اور مختلف تجاویز پیش کی گئیں تاکہ عوام کو ریلیف فراہم کیا جا سکے اور ترقیاتی منصوبوں کو بروقت مکمل کیا جائے آج کے اجلاس میں حکومت اور اپوزیشن کے درمیان اہم امور پر تفصیلی بات چیت ہوئی جس میں ملکی معیشت اور عوامی مسائل پر غور کیا گیا اور مختلف تجاویز پیش کی گئیں تاکہ عوام کو ریلیف فراہم کیا جا سکے اور ترقیاتی منصوبوں کو بروقت مکمل کیا جائے آج کے اجلاس میں حکومت اور اپوزیشن کے درمیان اہم امور پر تفصیلی بات چیت ہوئی جس میں ملکی معیشت اور عوامی مسائل پر غور کیا گیا اور مختلف تجاویز پیش کی گئیں تاکہ عوام کو ریلیف فراہم کیا جا سکے اور ترقیاتی منصوبوں کو بروقت مکمل کیا جائے آج کے اجلاس میں حکومت اور اپوزیشن کے درمیان اہم امور پر تفصیلی بات چیت ہوئی جس میں ملکی معیشت اور عوامی مسائل پر غور کیا گیا اور مختلف تجاویز پیش کی گئیں تاکہ عوام کو ریلیف فراہم کیا جا سکے اور ترقیاتی منصوبوں کو بروقت مکمل کیا جائے آج کے اجلاس میں حکومت اور اپوزیشن کے درمیان اہم امور پر تفصیلی بات چیت ہوئی جس میں ملکی معیشت اور عوامی مسائل پر غور کیا گیا اور مختلف تجاویز پیش کی گئیں تاکہ عوام کو ریلیف فراہم کیا جا سکے اور ترقیاتی منصوبوں کو بروقت مکمل کیا جائے آج کے اجلاس میں حکومت اور اپوزیشن کے درمیان اہم امور پر تفصیلی بات چیت ہوئی جس میں ملکی معیشت اور عوامی مسائل پر غور کیا گیا اور مختلف تجاویز پیش کی گئیں تاکہ عوام کو ریلیف فراہم کیا جا سکے اور ترقیاتی منصوبوں کو بروقت مکمل کیا جائے آج کے اجلاس میں حکومت اور اپوزیشن کے درمیان اہم امور پر تفصیلی بات چیت ہوئی جس میں ملکی معیشت اور عوامی مسائل پر غور کیا گیا اور مختلف تجاویز پیش کی گئیں تاکہ عوام کو ریلیف فراہم کیا جا سکے اور ترقیاتی منصوبوں کو بروقت مکمل کیا جائے آج کے اجلاس میں حکومت اور اپوزیشن کے درمیان اہم امور پر تفصیلی بات چیت ہوئی جس میں ملکی معیشت اور عوامی مسائل پر غور کیا گیا اور مختلف تجاویز پیش کی گئیں تاکہ عوام کو ریلیف فراہم کیا جا سکے اور ترقیاتی منصوبوں کو بروقت مکمل کیا جائے آج کے اجلاس میں حکومت اور اپوزیشن کے درمیان اہم امور پر تفصیلی بات چیت ہوئی جس میں ملکی معیشت اور عوامی مسائل پر غور کیا گیا اور مختلف تجاویز پیش کی گئیں تاکہ عوام کو ریلیف فراہم کیا جا سکے اور ترقیاتی منصوبوں کو بروقت مکمل کیا جائے آج کے اجلاس میں حکومت اور اپوزیشن کے درمیان اہم امور پر تفصیلی بات چیت ہوئی جس میں ملکی معیشت اور عوامی مسائل پر غور کیا گیا اور مختلف تجاویز پیش کی گئیں تاکہ عوام کو ریلیف فراہم کیا جا سکے اور ترقیاتی منصوبوں کو بروقت مکمل کیا جائے آج کے اجلاس میں حکومت اور اپوزیشن کے درمیان اہم امور پر تفصیلی بات چیت ہوئی جس میں ملکی معیشت اور عوامی مسائل پر غور کیا گیا اور مختلف تجاویز پیش کی گئیں تاکہ عوام کو ریلیف فراہم کیا جا سکے اور ترقیاتی منصوبوں کو بروقت مکمل کیا جائے آج کے اجلاس میں حکومت اور اپوزیشن کے درمیان اہم امور پر تفصیلی بات چیت ہوئی جس میں ملکی معیشت اور عوامی مسائل پر غور کیا گیا اور مختلف تجاویز پیش کی گئیں تاکہ عوام کو ریلیف فراہم کیا جا سکے اور ترقیاتی منصوبوں کو بروقت مکمل کیا جائے آج کے اجلاس میں حکومت اور اپوزیشن کے درمیان اہم امور پر تفصیلی بات چیت ہوئی جس میں ملکی معیشت اور عوامی مسائل پر غور کیا گیا اور مختلف تجاویز پیش کی گئیں تاکہ عوام کو ریلیف فراہم کیا جا سکے اور ترقیاتی منصوبوں کو بروقت مکمل کیا جائے آج کے اجلاس میں حکومت اور اپوزیشن کے درمیان اہم امور پر تفصیلی بات چیت ہوئی جس میں ملکی معیشت اور عوامی مسائل پر غور کیا گیا اور مختلف تجاویز پیش کی گئیں تاکہ عوام کو ریلیف فراہم کیا جا سکے اور ترقیاتی منصوبوں کو بروقت مکمل کیا جائے [4, 956, 74, 1839]
news-item [4, 384, 74, 573]
item-header [154, 384, 224, 395]
item-header [229, 752, 300, 763]
item-body: آج کے اجلاس میں حکومت اور اپوزیشن کے درمیان اہم امور پر تفصیلی بات چیت ہوئی جس میں ملکی معیشت اور عوامی مسائل پر غور کیا گیا اور مختلف تجاویز پیش کی گئیں تاکہ عوام کو ریلیف فراہم کیا جا سکے اور ترقیاتی منصوبوں کو بروقت مکمل کیا جائے آج کے اجلاس میں حکومت اور اپوزیشن کے درمیان اہم امور پر تفصیلی بات چیت ہوئی جس میں ملکی معیشت اور عوامی مسائل پر غور کیا گیا اور مختلف تجاویز پیش کی گئیں تاکہ عوام کو ریلیف فراہم کیا جا سکے اور ترقیاتی منصوبوں کو بروقت مکمل کیا جائے آج کے اجلاس میں حکومت اور اپوزیشن کے درمیان اہم امور پر تفصیلی بات چیت ہوئی جس میں ملکی معیشت اور عوامی مسائل پر غور کیا گیا اور مختلف تجاویز پیش کی گئیں تاکہ عوام کو ریلیف فراہم کیا جا سکے اور ترقیاتی منصوبوں کو بروقت مکمل کیا جائے آج کے اجلاس میں حکومت اور اپوزیشن کے درمیان اہم امور پر تفصیلی بات چیت ہوئی جس میں ملکی معیشت اور عوامی مسائل پر غور کیا گیا اور مختلف تجاویز پیش کی گئیں تاکہ عوام کو ریلیف فراہم کیا جا سکے اور ترقیاتی منصوبوں کو بروقت مکمل کیا جائے آج کے اجلاس میں حکومت اور اپوزیشن کے درمیان اہم امور پر تفصیلی بات چیت ہوئی جس میں ملکی معیشت اور عوامی مسائل پر غور کیا گیا اور مختلف تجاویز پیش کی گئیں تاکہ عوام کو ریلیف فراہم کیا جا سکے اور ترقیاتی منصوبوں کو بروقت مکمل کیا جائے آج کے اجلاس میں حکومت اور اپوزیشن کے درمیان اہم امور پر تفصیلی بات چیت ہوئی جس میں ملکی معیشت اور عوامی مسائل پر غور کیا گیا اور مختلف تجاویز پیش کی گئیں تاکہ عوام کو ریلیف فراہم کیا جا سکے اور ترقیاتی منصوبوں کو بروقت مکمل کیا جائے [454, 1485, 525, 1839]
news-item [379, 929, 450, 1471]
item-number: 10 [435, 16, 450, 26]
item-number: 21 [285, 1489, 300, 1499]
item-number: 6 [586, 2387, 600, 2397]
news-item [154, 752, 224, 1118]
column-rule [151, 14, 152, 1000]
item-number: 7 [511, 384, 525, 394]
column [153, 14, 225, 1855]
item-header [529, 929, 600, 940]
item-body: آج کے اجلاس میں حکومت اور اپوزیشن کے درمیان اہم امور پر تفصیلی بات چیت ہوئی جس میں ملکی معیشت اور عوامی مسائل پر غور کیا گیا اور مختلف تجاویز پیش کی گئیں تاکہ عوام کو ریلیف فراہم کیا جا سکے اور ترقیاتی منصوبوں کو بروقت مکمل کیا جائے آج کے اجلاس میں حکومت اور اپوزیشن کے درمیان اہم امور پر تفصیلی بات چیت ہوئی جس میں ملکی معیشت اور عوامی مسائل پر غور کیا گیا اور مختلف تجاویز پیش کی گئیں تاکہ عوام کو ریلیف فراہم کیا جا سکے اور ترقیاتی منصوبوں کو بروقت مکمل کیا جائے آج کے اجلاس میں حکومت اور اپوزیشن کے درمیان اہم امور پر تفصیلی بات چیت ہوئی جس میں ملکی معیشت اور عوامی مسائل پر غور کیا گیا اور مختلف تجاویز پیش کی گئیں تاکہ عوام کو ریلیف فراہم کیا جا سکے اور ترقیاتی منصوبوں کو بروقت مکمل کیا جائے آج کے اجلاس میں حکومت اور اپوزیشن کے درمیان اہم امور پر تفصیلی بات چیت ہوئی جس میں ملکی معیشت اور عوامی مسائل پر غور کیا گیا اور مختلف تجاویز پیش کی گئیں تاکہ عوام کو ریلیف فراہم کیا جا سکے اور ترقیاتی منصوبوں کو بروقت مکمل کیا جائے آج کے اجلاس میں حکومت اور اپوزیشن کے درمیان اہم امور پر تفصیلی بات چیت ہوئی جس میں ملکی معیشت اور عوامی مسائل پر غور کیا گیا اور مختلف تجاویز پیش کی گئیں تاکہ عوام کو ریلیف فراہم کیا جا سکے اور ترقیاتی منصوبوں کو بروقت مکمل کیا جائے آج کے اجلاس میں حکومت اور اپوزیشن کے درمیان اہم امور پر تفصیلی بات چیت ہوئی جس میں ملکی معیشت اور عوامی مسائل پر غور کیا گیا اور مختلف تجاویز پیش کی گئیں تاکہ عوام کو ریلیف فراہم کیا جا سکے اور ترقیاتی منصوبوں کو بروقت مکمل کیا جائے [529, 572, 600, 926]
section-label: مدیر [183, 1121, 203, 1130]
news-item [529, 16, 600, 558]
item-body: آج کے اجلاس میں حکومت اور اپوزیشن کے درمیان اہم امور پر تفصیلی بات چیت ہوئی جس میں ملکی معیشت اور عوامی مسائل پر غور کیا گیا اور مختلف تجاویز پیش کی گئیں تاکہ عوام کو ریلیف فراہم کیا جا سکے اور ترقیاتی منصوبوں کو بروقت مکمل کیا جائے آج کے اجلاس میں حکومت اور اپوزیشن کے درمیان اہم امور پر تفصیلی بات چیت ہوئی جس میں ملکی معیشت اور عوامی مسائل پر غور کیا گیا اور مختلف تجاویز پیش کی گئیں تاکہ عوام کو ریلیف فراہم کیا جا سکے اور ترقیاتی منصوبوں کو بروقت مکمل کیا جائے آج کے اجلاس میں حکومت اور اپوزیشن کے درمیان اہم امور پر تفصیلی بات چیت ہوئی جس میں ملکی معیشت اور عوامی مسائل پر غور کیا گیا اور مختلف تجاویز پیش کی گئیں تاکہ عوام کو ریلیف فراہم کیا جا سکے اور ترقیاتی منصوبوں کو بروقت مکمل کیا جائے آج کے اجلاس میں حکومت اور اپوزیشن کے درمیان اہم امور پر تفصیلی بات چیت ہوئی جس میں ملکی معیشت اور عوامی مسائل پر غور کیا گیا اور مختلف تجاویز پیش کی گئیں تاکہ عوام کو ریلیف فراہم کیا جا سکے اور ترقیاتی منصوبوں کو بروقت مکمل کیا جائے آج کے اجلاس میں حکومت اور اپوزیشن کے درمیان اہم امور پر تفصیلی بات چیت ہوئی جس میں ملکی معیشت اور عوامی مسائل پر غور کیا گیا اور مختلف تجاویز پیش کی گئیں تاکہ عوام کو ریلیف فراہم کیا جا سکے اور ترقیاتی منصوبوں کو بروقت مکمل کیا جائے آج کے اجلاس میں حکومت اور اپوزیشن کے درمیان اہم امور پر تفصیلی بات چیت ہوئی جس میں ملکی معیشت اور عوامی مسائل پر غور کیا گیا اور مختلف تجاویز پیش کی گئیں تاکہ عوام کو ریلیف فراہم کیا جا سکے اور ترقیاتی منصوبوں کو بروقت مکمل کیا جائے آج کے اجلاس میں حکومت اور اپوزیشن کے درمیان اہم امور پر تفصیلی بات چیت ہوئی جس میں ملکی معیشت اور عوامی مسائل پر غور کیا گیا اور مختلف تجاویز پیش کی گئیں تاکہ عوام کو ریلیف فراہم کیا جا سکے اور ترقیاتی منصوبوں کو بروقت مکمل کیا جائے آج کے اجلاس میں حکومت اور اپوزیشن کے درمیان اہم امور پر تفصیلی بات چیت ہوئی جس میں ملکی معیشت اور عوامی مسائل پر غور کیا گیا اور مختلف تجاویز پیش کی گئیں تاکہ عوام کو ریلیف فراہم کیا جا سکے اور ترقیاتی منصوبوں کو بروقت مکمل کیا جائے آج کے اجلاس میں حکومت اور اپوزیشن کے درمیان اہم امور پر تفصیلی بات چیت ہوئی جس میں ملکی معیشت اور عوامی مسائل پر غور کیا گیا اور مختلف تجاویز پیش کی گئیں تاکہ عوام کو ریلیف فراہم کیا جا سکے اور ترقیاتی منصوبوں کو بروقت مکمل کیا جائے [454, 941, 525, 1471]
news-item [304, 561, 375, 1280]
item-number: 12 [435, 929, 450, 939]
item-number: 20 [285, 1121, 300, 1130]
item-header [379, 1474, 450, 1484]
item-header [529, 1651, 600, 1661]
item-header [304, 561, 375, 571]
section-label: مدیر [108, 959, 128, 969]
news-item [79, 767, 149, 956]
item-header [529, 2019, 600, 2029]
section-label: مدیر [333, 561, 354, 570]
column [529, 14, 601, 2576]
news-item [4, 944, 74, 1839]
section-label: مدیر [108, 399, 128, 409]
news-item [229, 1121, 300, 1486]
news-item [229, 752, 300, 1118]
item-body: آج کے اجلاس میں حکومت اور اپوزیشن کے درمیان اہم امور پر تفصیلی بات چیت ہوئی جس میں ملکی معیشت اور عوامی مسائل پر غور کیا گیا اور مختلف تجاویز پیش کی گئیں تاکہ عوام کو ریلیف فراہم کیا جا سکے اور ترقیاتی منصوبوں کو بروقت مکمل کیا جائے آج کے اجلاس میں حکومت اور اپوزیشن کے درمیان اہم امور پر تفصیلی بات چیت ہوئی جس میں ملکی معیشت اور عوامی مسائل پر غور کیا گیا اور مختلف تجاویز پیش کی گئیں تاکہ عوام کو ریلیف فراہم کیا جا سکے اور ترقیاتی منصوبوں کو بروقت مکمل کیا جائے آج کے اجلاس میں حکومت اور اپوزیشن کے درمیان اہم امور پر تفصیلی بات چیت ہوئی جس میں ملکی معیشت اور عوامی مسائل پر غور کیا گیا اور مختلف تجاویز پیش کی گئیں تاکہ عوام کو ریلیف فراہم کیا جا سکے اور ترقیاتی منصوبوں کو بروقت مکمل کیا جائے [229, 1869, 300, 2046]
item-number: 1 [586, 16, 600, 26]
item-body: آج کے اجلاس میں حکومت اور اپوزیشن کے درمیان اہم امور پر تفصیلی بات چیت ہوئی جس میں ملکی معیشت اور عوامی مسائل پر غور کیا گیا اور مختلف تجاویز پیش کی گئیں تاکہ عوام کو ریلیف فراہم کیا جا سکے اور ترقیاتی منصوبوں کو بروقت مکمل کیا جائے آج کے اجلاس میں حکومت اور اپوزیشن کے درمیان اہم امور پر تفصیلی بات چیت ہوئی جس میں ملکی معیشت اور عوامی مسائل پر غور کیا گیا اور مختلف تجاویز پیش کی گئیں تاکہ عوام کو ریلیف فراہم کیا جا سکے اور ترقیاتی منصوبوں کو بروقت مکمل کیا جائے آج کے اجلاس میں حکومت اور اپوزیشن کے درمیان اہم امور پر تفصیلی بات چیت ہوئی جس میں ملکی معیشت اور عوامی مسائل پر غور کیا گیا اور مختلف تجاویز پیش کی گئیں تاکہ عوام کو ریلیف فراہم کیا جا سکے اور ترقیاتی منصوبوں کو بروقت مکمل کیا جائے [79, 28, 149, 205]
item-number: 35 [134, 1342, 149, 1352]
section-label: مدیر [33, 384, 53, 394]
item-body: آج کے اجلاس میں حکومت اور اپوزیشن کے درمیان اہم امور پر تفصیلی بات چیت ہوئی جس میں ملکی معیشت اور عوامی مسائل پر غور کیا گیا اور مختلف تجاویز پیش کی گئیں تاکہ عوام کو ریلیف فراہم کیا جا سکے اور ترقیاتی منصوبوں کو بروقت مکمل کیا جائے آج کے اجلاس میں حکومت اور اپوزیشن کے درمیان اہم امور پر تفصیلی بات چیت ہوئی جس میں ملکی معیشت اور عوامی مسائل پر غور کیا گیا اور مختلف تجاویز پیش کی گئیں تاکہ عوام کو ریلیف فراہم کیا جا سکے اور ترقیاتی منصوبوں کو بروقت مکمل کیا جائے آج کے اجلاس میں حکومت اور اپوزیشن کے درمیان اہم امور پر تفصیلی بات چیت ہوئی جس میں ملکی معیشت اور عوامی مسائل پر غور کیا گیا اور مختلف تجاویز پیش کی گئیں تاکہ عوام کو ریلیف فراہم کیا جا سکے اور ترقیاتی منصوبوں کو بروقت مکمل کیا جائے آج کے اجلاس میں حکومت اور اپوزیشن کے درمیان اہم امور پر تفصیلی بات چیت ہوئی جس میں ملکی معیشت اور عوامی مسائل پر غور کیا گیا اور مختلف تجاویز پیش کی گئیں تاکہ عوام کو ریلیف فراہم کیا جا سکے اور ترقیاتی منصوبوں کو بروقت مکمل کیا جائے آج کے اجلاس میں حکومت اور اپوزیشن کے درمیان اہم امور پر تفصیلی بات چیت ہوئی جس میں ملکی معیشت اور عوامی مسائل پر غور کیا گیا اور مختلف تجاویز پیش کی گئیں تاکہ عوام کو ریلیف فراہم کیا جا سکے اور ترقیاتی منصوبوں کو بروقت مکمل کیا جائے آج کے اجلاس میں حکومت اور اپوزیشن کے درمیان اہم امور پر تفصیلی بات چیت ہوئی جس میں ملکی معیشت اور عوامی مسائل پر غور کیا گیا اور مختلف تجاویز پیش کی گئیں تاکہ عوام کو ریلیف فراہم کیا جا سکے اور ترقیاتی منصوبوں کو بروقت مکمل کیا جائے [229, 764, 300, 1118]
item-number: 30 [134, 208, 149, 217]
issue-date: 28 نومبر 2025 [428, 2, 488, 11]
item-number: 5 [586, 2019, 600, 2028]
item-header [229, 2049, 300, 2059]
section-label: مدیر [33, 16, 53, 26]
news-item [529, 1651, 600, 2016]
item-header [229, 1489, 300, 1500]
news-item [79, 1711, 149, 1900]
item-header [79, 1711, 149, 1721]
item-header [454, 1842, 525, 1853]
item-header [379, 384, 450, 395]
item-number: 10 [510, 1842, 525, 1852]
item-number: 4 [586, 1651, 600, 1660]
item-header [4, 384, 74, 395]
item-header [79, 208, 149, 218]
item-number: 34 [134, 1151, 149, 1160]
news-item [454, 1842, 525, 2031]
section-label: مدیر [258, 2049, 278, 2059]
section-label: مدیر [485, 16, 506, 26]
item-header [454, 16, 525, 26]
item-body: آج کے اجلاس میں حکومت اور اپوزیشن کے درمیان اہم امور پر تفصیلی بات چیت ہوئی جس میں ملکی معیشت اور عوامی مسائل پر غور کیا گیا اور مختلف تجاویز پیش کی گئیں تاکہ عوام کو ریلیف فراہم کیا جا سکے اور ترقیاتی منصوبوں کو بروقت مکمل کیا جائے آج کے اجلاس میں حکومت اور اپوزیشن کے درمیان اہم امور پر تفصیلی بات چیت ہوئی جس میں ملکی معیشت اور عوامی مسائل پر غور کیا گیا اور مختلف تجاویز پیش کی گئیں تاکہ عوام کو ریلیف فراہم کیا جا سکے اور ترقیاتی منصوبوں کو بروقت مکمل کیا جائے آج کے اجلاس میں حکومت اور اپوزیشن کے درمیان اہم امور پر تفصیلی بات چیت ہوئی جس میں ملکی معیشت اور عوامی مسائل پر غور کیا گیا اور مختلف تجاویز پیش کی گئیں تاکہ عوام کو ریلیف فراہم کیا جا سکے اور ترقیاتی منصوبوں کو بروقت مکمل کیا جائے [79, 971, 149, 1148]
item-number: 27 [209, 1121, 224, 1130]
section-label: مدیر [408, 929, 429, 939]
column-rule [226, 14, 227, 1000]
item-body: آج کے اجلاس میں حکومت اور اپوزیشن کے درمیان اہم امور پر تفصیلی بات چیت ہوئی جس میں ملکی معیشت اور عوامی مسائل پر غور کیا گیا اور مختلف تجاویز پیش کی گئیں تاکہ عوام کو ریلیف فراہم کیا جا سکے اور ترقیاتی منصوبوں کو بروقت مکمل کیا جائے آج کے اجلاس میں حکومت اور اپوزیشن کے درمیان اہم امور پر تفصیلی بات چیت ہوئی جس میں ملکی معیشت اور عوامی مسائل پر غور کیا گیا اور مختلف تجاویز پیش کی گئیں تاکہ عوام کو ریلیف فراہم کیا جا سکے اور ترقیاتی منصوبوں کو بروقت مکمل کیا جائے آج کے اجلاس میں حکومت اور اپوزیشن کے درمیان اہم امور پر تفصیلی بات چیت ہوئی جس میں ملکی معیشت اور عوامی مسائل پر غور کیا گیا اور مختلف تجاویز پیش کی گئیں تاکہ عوام کو ریلیف فراہم کیا جا سکے اور ترقیاتی منصوبوں کو بروقت مکمل کیا جائے [79, 1162, 149, 1340]
column-rule [452, 14, 453, 1000]
news-item [79, 208, 149, 397]
item-header [154, 16, 224, 26]
section-label: مدیر [108, 1342, 128, 1352]
item-body: آج کے اجلاس میں حکومت اور اپوزیشن کے درمیان اہم امور پر تفصیلی بات چیت ہوئی جس میں ملکی معیشت اور عوامی مسائل پر غور کیا گیا اور مختلف تجاویز پیش کی گئیں تاکہ عوام کو ریلیف فراہم کیا جا سکے اور ترقیاتی منصوبوں کو بروقت مکمل کیا جائے آج کے اجلاس میں حکومت اور اپوزیشن کے درمیان اہم امور پر تفصیلی بات چیت ہوئی جس میں ملکی معیشت اور عوامی مسائل پر غور کیا گیا اور مختلف تجاویز پیش کی گئیں تاکہ عوام کو ریلیف فراہم کیا جا سکے اور ترقیاتی منصوبوں کو بروقت مکمل کیا جائے آج کے اجلاس میں حکومت اور اپوزیشن کے درمیان اہم امور پر تفصیلی بات چیت ہوئی جس میں ملکی معیشت اور عوامی مسائل پر غور کیا گیا اور مختلف تجاویز پیش کی گئیں تاکہ عوام کو ریلیف فراہم کیا جا سکے اور ترقیاتی منصوبوں کو بروقت مکمل کیا جائے آج کے اجلاس میں حکومت اور اپوزیشن کے درمیان اہم امور پر تفصیلی بات چیت ہوئی جس میں ملکی معیشت اور عوامی مسائل پر غور کیا گیا اور مختلف تجاویز پیش کی گئیں تاکہ عوام کو ریلیف فراہم کیا جا سکے اور ترقیاتی منصوبوں کو بروقت مکمل کیا جائے آج کے اجلاس میں حکومت اور اپوزیشن کے درمیان اہم امور پر تفصیلی بات چیت ہوئی جس میں ملکی معیشت اور عوامی مسائل پر غور کیا گیا اور مختلف تجاویز پیش کی گئیں تاکہ عوام کو ریلیف فراہم کیا جا سکے اور ترقیاتی منصوبوں کو بروقت مکمل کیا جائے آج کے اجلاس میں حکومت اور اپوزیشن کے درمیان اہم امور پر تفصیلی بات چیت ہوئی جس میں ملکی معیشت اور عوامی مسائل پر غور کیا گیا اور مختلف تجاویز پیش کی گئیں تاکہ عوام کو ریلیف فراہم کیا جا سکے اور ترقیاتی منصوبوں کو بروقت مکمل کیا جائے [304, 1294, 375, 1648]
section-label: مدیر [258, 752, 278, 762]
item-header [229, 16, 300, 26]
section-label: مدیر [258, 1857, 278, 1867]
section-label: مدیر [483, 1842, 504, 1852]
item-number: 17 [285, 16, 300, 26]
item-body: آج کے اجلاس میں حکومت اور اپوزیشن کے درمیان اہم امور پر تفصیلی بات چیت ہوئی جس میں ملکی معیشت اور عوامی مسائل پر غور کیا گیا اور مختلف تجاویز پیش کی گئیں تاکہ عوام کو ریلیف فراہم کیا جا سکے اور ترقیاتی منصوبوں کو بروقت مکمل کیا جائے آج کے اجلاس میں حکومت اور اپوزیشن کے درمیان اہم امور پر تفصیلی بات چیت ہوئی جس میں ملکی معیشت اور عوامی مسائل پر غور کیا گیا اور مختلف تجاویز پیش کی گئیں تاکہ عوام کو ریلیف فراہم کیا جا سکے اور ترقیاتی منصوبوں کو بروقت مکمل کیا جائے آج کے اجلاس میں حکومت اور اپوزیشن کے درمیان اہم امور پر تفصیلی بات چیت ہوئی جس میں ملکی معیشت اور عوامی مسائل پر غور کیا گیا اور مختلف تجاویز پیش کی گئیں تاکہ عوام کو ریلیف فراہم کیا جا سکے اور ترقیاتی منصوبوں کو بروقت مکمل کیا جائے آج کے اجلاس میں حکومت اور اپوزیشن کے درمیان اہم امور پر تفصیلی بات چیت ہوئی جس میں ملکی معیشت اور عوامی مسائل پر غور کیا گیا اور مختلف تجاویز پیش کی گئیں تاکہ عوام کو ریلیف فراہم کیا جا سکے اور ترقیاتی منصوبوں کو بروقت مکمل کیا جائے آج کے اجلاس میں حکومت اور اپوزیشن کے درمیان اہم امور پر تفصیلی بات چیت ہوئی جس میں ملکی معیشت اور عوامی مسائل پر غور کیا گیا اور مختلف تجاویز پیش کی گئیں تاکہ عوام کو ریلیف فراہم کیا جا سکے اور ترقیاتی منصوبوں کو بروقت مکمل کیا جائے آج کے اجلاس میں حکومت اور اپوزیشن کے درمیان اہم امور پر تفصیلی بات چیت ہوئی جس میں ملکی معیشت اور عوامی مسائل پر غور کیا گیا اور مختلف تجاویز پیش کی گئیں تاکہ عوام کو ریلیف فراہم کیا جا سکے اور ترقیاتی منصوبوں کو بروقت مکمل کیا جائے [229, 28, 300, 381]
item-number: 22 [285, 1857, 300, 1867]
news-item [154, 1121, 224, 1486]
item-header [454, 929, 525, 940]
item-number: 8 [511, 929, 525, 939]
item-number: 24 [209, 16, 224, 26]
section-label: مدیر [560, 561, 581, 570]
section-label: مدیر [485, 1474, 506, 1484]
item-body: آج کے اجلاس میں حکومت اور اپوزیشن کے درمیان اہم امور پر تفصیلی بات چیت ہوئی جس میں ملکی معیشت اور عوامی مسائل پر غور کیا گیا اور مختلف تجاویز پیش کی گئیں تاکہ عوام کو ریلیف فراہم کیا جا سکے اور ترقیاتی منصوبوں کو بروقت مکمل کیا جائے آج کے اجلاس میں حکومت اور اپوزیشن کے درمیان اہم امور پر تفصیلی بات چیت ہوئی جس میں ملکی معیشت اور عوامی مسائل پر غور کیا گیا اور مختلف تجاویز پیش کی گئیں تاکہ عوام کو ریلیف فراہم کیا جا سکے اور ترقیاتی منصوبوں کو بروقت مکمل کیا جائے آج کے اجلاس میں حکومت اور اپوزیشن کے درمیان اہم امور پر تفصیلی بات چیت ہوئی جس میں ملکی معیشت اور عوامی مسائل پر غور کیا گیا اور مختلف تجاویز پیش کی گئیں تاکہ عوام کو ریلیف فراہم کیا جا سکے اور ترقیاتی منصوبوں کو بروقت مکمل کیا جائے آج کے اجلاس میں حکومت اور اپوزیشن کے درمیان اہم امور پر تفصیلی بات چیت ہوئی جس میں ملکی معیشت اور عوامی مسائل پر غور کیا گیا اور مختلف تجاویز پیش کی گئیں تاکہ عوام کو ریلیف فراہم کیا جا سکے اور ترقیاتی منصوبوں کو بروقت مکمل کیا جائے آج کے اجلاس میں حکومت اور اپوزیشن کے درمیان اہم امور پر تفصیلی بات چیت ہوئی جس میں ملکی معیشت اور عوامی مسائل پر غور کیا گیا اور مختلف تجاویز پیش کی گئیں تاکہ عوام کو ریلیف فراہم کیا جا سکے اور ترقیاتی منصوبوں کو بروقت مکمل کیا جائے آج کے اجلاس میں حکومت اور اپوزیشن کے درمیان اہم امور پر تفصیلی بات چیت ہوئی جس میں ملکی معیشت اور عوامی مسائل پر غور کیا گیا اور مختلف تجاویز پیش کی گئیں تاکہ عوام کو ریلیف فراہم کیا جا سکے اور ترقیاتی منصوبوں کو بروقت مکمل کیا جائے آج کے اجلاس میں حکومت اور اپوزیشن کے درمیان اہم امور پر تفصیلی بات چیت ہوئی جس میں ملکی معیشت اور عوامی مسائل پر غور کیا گیا اور مختلف تجاویز پیش کی گئیں تاکہ عوام کو ریلیف فراہم کیا جا سکے اور ترقیاتی منصوبوں کو بروقت مکمل کیا جائے آج کے اجلاس میں حکومت اور اپوزیشن کے درمیان اہم امور پر تفصیلی بات چیت ہوئی جس میں ملکی معیشت اور عوامی مسائل پر غور کیا گیا اور مختلف تجاویز پیش کی گئیں تاکہ عوام کو ریلیف فراہم کیا جا سکے اور ترقیاتی منصوبوں کو بروقت مکمل کیا جائے آج کے اجلاس میں حکومت اور اپوزیشن کے درمیان اہم امور پر تفصیلی بات چیت ہوئی جس میں ملکی معیشت اور عوامی مسائل پر غور کیا گیا اور مختلف تجاویز پیش کی گئیں تاکہ عوام کو ریلیف فراہم کیا جا سکے اور ترقیاتی منصوبوں کو بروقت مکمل کیا جائے [454, 396, 525, 926]
item-number: 31 [134, 399, 149, 409]
news-item [229, 1489, 300, 1855]
item-body: آج کے اجلاس میں حکومت اور اپوزیشن کے درمیان اہم امور پر تفصیلی بات چیت ہوئی جس میں ملکی معیشت اور عوامی مسائل پر غور کیا گیا اور مختلف تجاویز پیش کی گئیں تاکہ عوام کو ریلیف فراہم کیا جا سکے اور ترقیاتی منصوبوں کو بروقت مکمل کیا جائے آج کے اجلاس میں حکومت اور اپوزیشن کے درمیان اہم امور پر تفصیلی بات چیت ہوئی جس میں ملکی معیشت اور عوامی مسائل پر غور کیا گیا اور مختلف تجاویز پیش کی گئیں تاکہ عوام کو ریلیف فراہم کیا جا سکے اور ترقیاتی منصوبوں کو بروقت مکمل کیا جائے آج کے اجلاس میں حکومت اور اپوزیشن کے درمیان اہم امور پر تفصیلی بات چیت ہوئی جس میں ملکی معیشت اور عوامی مسائل پر غور کیا گیا اور مختلف تجاویز پیش کی گئیں تاکہ عوام کو ریلیف فراہم کیا جا سکے اور ترقیاتی منصوبوں کو بروقت مکمل کیا جائے [79, 219, 149, 397]
news-item [154, 384, 224, 750]
item-body: آج کے اجلاس میں حکومت اور اپوزیشن کے درمیان اہم امور پر تفصیلی بات چیت ہوئی جس میں ملکی معیشت اور عوامی مسائل پر غور کیا گیا اور مختلف تجاویز پیش کی گئیں تاکہ عوام کو ریلیف فراہم کیا جا سکے اور ترقیاتی منصوبوں کو بروقت مکمل کیا جائے آج کے اجلاس میں حکومت اور اپوزیشن کے درمیان اہم امور پر تفصیلی بات چیت ہوئی جس میں ملکی معیشت اور عوامی مسائل پر غور کیا گیا اور مختلف تجاویز پیش کی گئیں تاکہ عوام کو ریلیف فراہم کیا جا سکے اور ترقیاتی منصوبوں کو بروقت مکمل کیا جائے آج کے اجلاس میں حکومت اور اپوزیشن کے درمیان اہم امور پر تفصیلی بات چیت ہوئی جس میں ملکی معیشت اور عوامی مسائل پر غور کیا گیا اور مختلف تجاویز پیش کی گئیں تاکہ عوام کو ریلیف فراہم کیا جا سکے اور ترقیاتی منصوبوں کو بروقت مکمل کیا جائے آج کے اجلاس میں حکومت اور اپوزیشن کے درمیان اہم امور پر تفصیلی بات چیت ہوئی جس میں ملکی معیشت اور عوامی مسائل پر غور کیا گیا اور مختلف تجاویز پیش کی گئیں تاکہ عوام کو ریلیف فراہم کیا جا سکے اور ترقیاتی منصوبوں کو بروقت مکمل کیا جائے آج کے اجلاس میں حکومت اور اپوزیشن کے درمیان اہم امور پر تفصیلی بات چیت ہوئی جس میں ملکی معیشت اور عوامی مسائل پر غور کیا گیا اور مختلف تجاویز پیش کی گئیں تاکہ عوام کو ریلیف فراہم کیا جا سکے اور ترقیاتی منصوبوں کو بروقت مکمل کیا جائے آج کے اجلاس میں حکومت اور اپوزیشن کے درمیان اہم امور پر تفصیلی بات چیت ہوئی جس میں ملکی معیشت اور عوامی مسائل پر غور کیا گیا اور مختلف تجاویز پیش کی گئیں تاکہ عوام کو ریلیف فراہم کیا جا سکے اور ترقیاتی منصوبوں کو بروقت مکمل کیا جائے [154, 396, 224, 750]
item-header [529, 16, 600, 26]
item-number: 38 [59, 16, 74, 26]
section-label: مدیر [485, 929, 506, 939]
news-item [454, 384, 525, 926]
section-label: مدیر [408, 384, 429, 394]
item-number: 36 [134, 1711, 149, 1720]
item-header [304, 16, 375, 26]
news-item [379, 1474, 450, 2016]
section-label: مدیر [560, 2387, 581, 2397]
item-number: 19 [285, 752, 300, 762]
item-body: آج کے اجلاس میں حکومت اور اپوزیشن کے درمیان اہم امور پر تفصیلی بات چیت ہوئی جس میں ملکی معیشت اور عوامی مسائل پر غور کیا گیا اور مختلف تجاویز پیش کی گئیں تاکہ عوام کو ریلیف فراہم کیا جا سکے اور ترقیاتی منصوبوں کو بروقت مکمل کیا جائے آج کے اجلاس میں حکومت اور اپوزیشن کے درمیان اہم امور پر تفصیلی بات چیت ہوئی جس میں ملکی معیشت اور عوامی مسائل پر غور کیا گیا اور مختلف تجاویز پیش کی گئیں تاکہ عوام کو ریلیف فراہم کیا جا سکے اور ترقیاتی منصوبوں کو بروقت مکمل کیا جائے آج کے اجلاس میں حکومت اور اپوزیشن کے درمیان اہم امور پر تفصیلی بات چیت ہوئی جس میں ملکی معیشت اور عوامی مسائل پر غور کیا گیا اور مختلف تجاویز پیش کی گئیں تاکہ عوام کو ریلیف فراہم کیا جا سکے اور ترقیاتی منصوبوں کو بروقت مکمل کیا جائے آج کے اجلاس میں حکومت اور اپوزیشن کے درمیان اہم امور پر تفصیلی بات چیت ہوئی جس میں ملکی معیشت اور عوامی مسائل پر غور کیا گیا اور مختلف تجاویز پیش کی گئیں تاکہ عوام کو ریلیف فراہم کیا جا سکے اور ترقیاتی منصوبوں کو بروقت مکمل کیا جائے آج کے اجلاس میں حکومت اور اپوزیشن کے درمیان اہم امور پر تفصیلی بات چیت ہوئی جس میں ملکی معیشت اور عوامی مسائل پر غور کیا گیا اور مختلف تجاویز پیش کی گئیں تاکہ عوام کو ریلیف فراہم کیا جا سکے اور ترقیاتی منصوبوں کو بروقت مکمل کیا جائے آج کے اجلاس میں حکومت اور اپوزیشن کے درمیان اہم امور پر تفصیلی بات چیت ہوئی جس میں ملکی معیشت اور عوامی مسائل پر غور کیا گیا اور مختلف تجاویز پیش کی گئیں تاکہ عوام کو ریلیف فراہم کیا جا سکے اور ترقیاتی منصوبوں کو بروقت مکمل کیا جائے آج کے اجلاس میں حکومت اور اپوزیشن کے درمیان اہم امور پر تفصیلی بات چیت ہوئی جس میں ملکی معیشت اور عوامی مسائل پر غور کیا گیا اور مختلف تجاویز پیش کی گئیں تاکہ عوام کو ریلیف فراہم کیا جا سکے اور ترقیاتی منصوبوں کو بروقت مکمل کیا جائے آج کے اجلاس میں حکومت اور اپوزیشن کے درمیان اہم امور پر تفصیلی بات چیت ہوئی جس میں ملکی معیشت اور عوامی مسائل پر غور کیا گیا اور مختلف تجاویز پیش کی گئیں تاکہ عوام کو ریلیف فراہم کیا جا سکے اور ترقیاتی منصوبوں کو بروقت مکمل کیا جائے آج کے اجلاس میں حکومت اور اپوزیشن کے درمیان اہم امور پر تفصیلی بات چیت ہوئی جس میں ملکی معیشت اور عوامی مسائل پر غور کیا گیا اور مختلف تجاویز پیش کی گئیں تاکہ عوام کو ریلیف فراہم کیا جا سکے اور ترقیاتی منصوبوں کو بروقت مکمل کیا جائے آج کے اجلاس میں حکومت اور اپوزیشن کے درمیان اہم امور پر تفصیلی بات چیت ہوئی جس میں ملکی معیشت اور عوامی مسائل پر غور کیا گیا اور مختلف تجاویز پیش کی گئیں تاکہ عوام کو ریلیف فراہم کیا جا سکے اور ترقیاتی منصوبوں کو بروقت مکمل کیا جائے آج کے اجلاس میں حکومت اور اپوزیشن کے درمیان اہم امور پر تفصیلی بات چیت ہوئی جس میں ملکی معیشت اور عوامی مسائل پر غور کیا گیا اور مختلف تجاویز پیش کی گئیں تاکہ عوام کو ریلیف فراہم کیا جا سکے اور ترقیاتی منصوبوں کو بروقت مکمل کیا جائے آج کے اجلاس میں حکومت اور اپوزیشن کے درمیان اہم امور پر تفصیلی بات چیت ہوئی جس میں ملکی معیشت اور عوامی مسائل پر غور کیا گیا اور مختلف تجاویز پیش کی گئیں تاکہ عوام کو ریلیف فراہم کیا جا سکے اور ترقیاتی منصوبوں کو بروقت مکمل کیا جائے [304, 572, 375, 1280]
item-body: آج کے اجلاس میں حکومت اور اپوزیشن کے درمیان اہم امور پر تفصیلی بات چیت ہوئی جس میں ملکی معیشت اور عوامی مسائل پر غور کیا گیا اور مختلف تجاویز پیش کی گئیں تاکہ عوام کو ریلیف فراہم کیا جا سکے اور ترقیاتی منصوبوں کو بروقت مکمل کیا جائے آج کے اجلاس میں حکومت اور اپوزیشن کے درمیان اہم امور پر تفصیلی بات چیت ہوئی جس میں ملکی معیشت اور عوامی مسائل پر غور کیا گیا اور مختلف تجاویز پیش کی گئیں تاکہ عوام کو ریلیف فراہم کیا جا سکے اور ترقیاتی منصوبوں کو بروقت مکمل کیا جائے آج کے اجلاس میں حکومت اور اپوزیشن کے درمیان اہم امور پر تفصیلی بات چیت ہوئی جس میں ملکی معیشت اور عوامی مسائل پر غور کیا گیا اور مختلف تجاویز پیش کی گئیں تاکہ عوام کو ریلیف فراہم کیا جا سکے اور ترقیاتی منصوبوں کو بروقت مکمل کیا جائے آج کے اجلاس میں حکومت اور اپوزیشن کے درمیان اہم امور پر تفصیلی بات چیت ہوئی جس میں ملکی معیشت اور عوامی مسائل پر غور کیا گیا اور مختلف تجاویز پیش کی گئیں تاکہ عوام کو ریلیف فراہم کیا جا سکے اور ترقیاتی منصوبوں کو بروقت مکمل کیا جائے آج کے اجلاس میں حکومت اور اپوزیشن کے درمیان اہم امور پر تفصیلی بات چیت ہوئی جس میں ملکی معیشت اور عوامی مسائل پر غور کیا گیا اور مختلف تجاویز پیش کی گئیں تاکہ عوام کو ریلیف فراہم کیا جا سکے اور ترقیاتی منصوبوں کو بروقت مکمل کیا جائے آج کے اجلاس میں حکومت اور اپوزیشن کے درمیان اہم امور پر تفصیلی بات چیت ہوئی جس میں ملکی معیشت اور عوامی مسائل پر غور کیا گیا اور مختلف تجاویز پیش کی گئیں تاکہ عوام کو ریلیف فراہم کیا جا سکے اور ترقیاتی منصوبوں کو بروقت مکمل کیا جائے [79, 1354, 149, 1708]
item-body: آج کے اجلاس میں حکومت اور اپوزیشن کے درمیان اہم امور پر تفصیلی بات چیت ہوئی جس میں ملکی معیشت اور عوامی مسائل پر غور کیا گیا اور مختلف تجاویز پیش کی گئیں تاکہ عوام کو ریلیف فراہم کیا جا سکے اور ترقیاتی منصوبوں کو بروقت مکمل کیا جائے آج کے اجلاس میں حکومت اور اپوزیشن کے درمیان اہم امور پر تفصیلی بات چیت ہوئی جس میں ملکی معیشت اور عوامی مسائل پر غور کیا گیا اور مختلف تجاویز پیش کی گئیں تاکہ عوام کو ریلیف فراہم کیا جا سکے اور ترقیاتی منصوبوں کو بروقت مکمل کیا جائے آج کے اجلاس میں حکومت اور اپوزیشن کے درمیان اہم امور پر تفصیلی بات چیت ہوئی جس میں ملکی معیشت اور عوامی مسائل پر غور کیا گیا اور مختلف تجاویز پیش کی گئیں تاکہ عوام کو ریلیف فراہم کیا جا سکے اور ترقیاتی منصوبوں کو بروقت مکمل کیا جائے آج کے اجلاس میں حکومت اور اپوزیشن کے درمیان اہم امور پر تفصیلی بات چیت ہوئی جس میں ملکی معیشت اور عوامی مسائل پر غور کیا گیا اور مختلف تجاویز پیش کی گئیں تاکہ عوام کو ریلیف فراہم کیا جا سکے اور ترقیاتی منصوبوں کو بروقت مکمل کیا جائے آج کے اجلاس میں حکومت اور اپوزیشن کے درمیان اہم امور پر تفصیلی بات چیت ہوئی جس میں ملکی معیشت اور عوامی مسائل پر غور کیا گیا اور مختلف تجاویز پیش کی گئیں تاکہ عوام کو ریلیف فراہم کیا جا سکے اور ترقیاتی منصوبوں کو بروقت مکمل کیا جائے آج کے اجلاس میں حکومت اور اپوزیشن کے درمیان اہم امور پر تفصیلی بات چیت ہوئی جس میں ملکی معیشت اور عوامی مسائل پر غور کیا گیا اور مختلف تجاویز پیش کی گئیں تاکہ عوام کو ریلیف فراہم کیا جا سکے اور ترقیاتی منصوبوں کو بروقت مکمل کیا جائے آج کے اجلاس میں حکومت اور اپوزیشن کے درمیان اہم امور پر تفصیلی بات چیت ہوئی جس میں ملکی معیشت اور عوامی مسائل پر غور کیا گیا اور مختلف تجاویز پیش کی گئیں تاکہ عوام کو ریلیف فراہم کیا جا سکے اور ترقیاتی منصوبوں کو بروقت مکمل کیا جائے آج کے اجلاس میں حکومت اور اپوزیشن کے درمیان اہم امور پر تفصیلی بات چیت ہوئی جس میں ملکی معیشت اور عوامی مسائل پر غور کیا گیا اور مختلف تجاویز پیش کی گئیں تاکہ عوام کو ریلیف فراہم کیا جا سکے اور ترقیاتی منصوبوں کو بروقت مکمل کیا جائے آج کے اجلاس میں حکومت اور اپوزیشن کے درمیان اہم امور پر تفصیلی بات چیت ہوئی جس میں ملکی معیشت اور عوامی مسائل پر غور کیا گیا اور مختلف تجاویز پیش کی گئیں تاکہ عوام کو ریلیف فراہم کیا جا سکے اور ترقیاتی منصوبوں کو بروقت مکمل کیا جائے [529, 28, 600, 558]
item-header [79, 16, 149, 26]
item-body: آج کے اجلاس میں حکومت اور اپوزیشن کے درمیان اہم امور پر تفصیلی بات چیت ہوئی جس میں ملکی معیشت اور عوامی مسائل پر غور کیا گیا اور مختلف تجاویز پیش کی گئیں تاکہ عوام کو ریلیف فراہم کیا جا سکے اور ترقیاتی منصوبوں کو بروقت مکمل کیا جائے آج کے اجلاس میں حکومت اور اپوزیشن کے درمیان اہم امور پر تفصیلی بات چیت ہوئی جس میں ملکی معیشت اور عوامی مسائل پر غور کیا گیا اور مختلف تجاویز پیش کی گئیں تاکہ عوام کو ریلیف فراہم کیا جا سکے اور ترقیاتی منصوبوں کو بروقت مکمل کیا جائے آج کے اجلاس میں حکومت اور اپوزیشن کے درمیان اہم امور پر تفصیلی بات چیت ہوئی جس میں ملکی معیشت اور عوامی مسائل پر غور کیا گیا اور مختلف تجاویز پیش کی گئیں تاکہ عوام کو ریلیف فراہم کیا جا سکے اور ترقیاتی منصوبوں کو بروقت مکمل کیا جائے [4, 396, 74, 573]
news-item [4, 576, 74, 941]
news-item [79, 399, 149, 765]
news-item [154, 16, 224, 381]
item-number: 13 [435, 1474, 450, 1484]
item-body: آج کے اجلاس میں حکومت اور اپوزیشن کے درمیان اہم امور پر تفصیلی بات چیت ہوئی جس میں ملکی معیشت اور عوامی مسائل پر غور کیا گیا اور مختلف تجاویز پیش کی گئیں تاکہ عوام کو ریلیف فراہم کیا جا سکے اور ترقیاتی منصوبوں کو بروقت مکمل کیا جائے آج کے اجلاس میں حکومت اور اپوزیشن کے درمیان اہم امور پر تفصیلی بات چیت ہوئی جس میں ملکی معیشت اور عوامی مسائل پر غور کیا گیا اور مختلف تجاویز پیش کی گئیں تاکہ عوام کو ریلیف فراہم کیا جا سکے اور ترقیاتی منصوبوں کو بروقت مکمل کیا جائے آج کے اجلاس میں حکومت اور اپوزیشن کے درمیان اہم امور پر تفصیلی بات چیت ہوئی جس میں ملکی معیشت اور عوامی مسائل پر غور کیا گیا اور مختلف تجاویز پیش کی گئیں تاکہ عوام کو ریلیف فراہم کیا جا سکے اور ترقیاتی منصوبوں کو بروقت مکمل کیا جائے آج کے اجلاس میں حکومت اور اپوزیشن کے درمیان اہم امور پر تفصیلی بات چیت ہوئی جس میں ملکی معیشت اور عوامی مسائل پر غور کیا گیا اور مختلف تجاویز پیش کی گئیں تاکہ عوام کو ریلیف فراہم کیا جا سکے اور ترقیاتی منصوبوں کو بروقت مکمل کیا جائے آج کے اجلاس میں حکومت اور اپوزیشن کے درمیان اہم امور پر تفصیلی بات چیت ہوئی جس میں ملکی معیشت اور عوامی مسائل پر غور کیا گیا اور مختلف تجاویز پیش کی گئیں تاکہ عوام کو ریلیف فراہم کیا جا سکے اور ترقیاتی منصوبوں کو بروقت مکمل کیا جائے آج کے اجلاس میں حکومت اور اپوزیشن کے درمیان اہم امور پر تفصیلی بات چیت ہوئی جس میں ملکی معیشت اور عوامی مسائل پر غور کیا گیا اور مختلف تجاویز پیش کی گئیں تاکہ عوام کو ریلیف فراہم کیا جا سکے اور ترقیاتی منصوبوں کو بروقت مکمل کیا جائے آج کے اجلاس میں حکومت اور اپوزیشن کے درمیان اہم امور پر تفصیلی بات چیت ہوئی جس میں ملکی معیشت اور عوامی مسائل پر غور کیا گیا اور مختلف تجاویز پیش کی گئیں تاکہ عوام کو ریلیف فراہم کیا جا سکے اور ترقیاتی منصوبوں کو بروقت مکمل کیا جائے آج کے اجلاس میں حکومت اور اپوزیشن کے درمیان اہم امور پر تفصیلی بات چیت ہوئی جس میں ملکی معیشت اور عوامی مسائل پر غور کیا گیا اور مختلف تجاویز پیش کی گئیں تاکہ عوام کو ریلیف فراہم کیا جا سکے اور ترقیاتی منصوبوں کو بروقت مکمل کیا جائے آج کے اجلاس میں حکومت اور اپوزیشن کے درمیان اہم امور پر تفصیلی بات چیت ہوئی جس میں ملکی معیشت اور عوامی مسائل پر غور کیا گیا اور مختلف تجاویز پیش کی گئیں تاکہ عوام کو ریلیف فراہم کیا جا سکے اور ترقیاتی منصوبوں کو بروقت مکمل کیا جائے [304, 28, 375, 558]
item-body: آج کے اجلاس میں حکومت اور اپوزیشن کے درمیان اہم امور پر تفصیلی بات چیت ہوئی جس میں ملکی معیشت اور عوامی مسائل پر غور کیا گیا اور مختلف تجاویز پیش کی گئیں تاکہ عوام کو ریلیف فراہم کیا جا سکے اور ترقیاتی منصوبوں کو بروقت مکمل کیا جائے آج کے اجلاس میں حکومت اور اپوزیشن کے درمیان اہم امور پر تفصیلی بات چیت ہوئی جس میں ملکی معیشت اور عوامی مسائل پر غور کیا گیا اور مختلف تجاویز پیش کی گئیں تاکہ عوام کو ریلیف فراہم کیا جا سکے اور ترقیاتی منصوبوں کو بروقت مکمل کیا جائے آج کے اجلاس میں حکومت اور اپوزیشن کے درمیان اہم امور پر تفصیلی بات چیت ہوئی جس میں ملکی معیشت اور عوامی مسائل پر غور کیا گیا اور مختلف تجاویز پیش کی گئیں تاکہ عوام کو ریلیف فراہم کیا جا سکے اور ترقیاتی منصوبوں کو بروقت مکمل کیا جائے آج کے اجلاس میں حکومت اور اپوزیشن کے درمیان اہم امور پر تفصیلی بات چیت ہوئی جس میں ملکی معیشت اور عوامی مسائل پر غور کیا گیا اور مختلف تجاویز پیش کی گئیں تاکہ عوام کو ریلیف فراہم کیا جا سکے اور ترقیاتی منصوبوں کو بروقت مکمل کیا جائے آج کے اجلاس میں حکومت اور اپوزیشن کے درمیان اہم امور پر تفصیلی بات چیت ہوئی جس میں ملکی معیشت اور عوامی مسائل پر غور کیا گیا اور مختلف تجاویز پیش کی گئیں تاکہ عوام کو ریلیف فراہم کیا جا سکے اور ترقیاتی منصوبوں کو بروقت مکمل کیا جائے آج کے اجلاس میں حکومت اور اپوزیشن کے درمیان اہم امور پر تفصیلی بات چیت ہوئی جس میں ملکی معیشت اور عوامی مسائل پر غور کیا گیا اور مختلف تجاویز پیش کی گئیں تاکہ عوام کو ریلیف فراہم کیا جا سکے اور ترقیاتی منصوبوں کو بروقت مکمل کیا جائے آج کے اجلاس میں حکومت اور اپوزیشن کے درمیان اہم امور پر تفصیلی بات چیت ہوئی جس میں ملکی معیشت اور عوامی مسائل پر غور کیا گیا اور مختلف تجاویز پیش کی گئیں تاکہ عوام کو ریلیف فراہم کیا جا سکے اور ترقیاتی منصوبوں کو بروقت مکمل کیا جائے آج کے اجلاس میں حکومت اور اپوزیشن کے درمیان اہم امور پر تفصیلی بات چیت ہوئی جس میں ملکی معیشت اور عوامی مسائل پر غور کیا گیا اور مختلف تجاویز پیش کی گئیں تاکہ عوام کو ریلیف فراہم کیا جا سکے اور ترقیاتی منصوبوں کو بروقت مکمل کیا جائے آج کے اجلاس میں حکومت اور اپوزیشن کے درمیان اہم امور پر تفصیلی بات چیت ہوئی جس میں ملکی معیشت اور عوامی مسائل پر غور کیا گیا اور مختلف تجاویز پیش کی گئیں تاکہ عوام کو ریلیف فراہم کیا جا سکے اور ترقیاتی منصوبوں کو بروقت مکمل کیا جائے آج کے اجلاس میں حکومت اور اپوزیشن کے درمیان اہم امور پر تفصیلی بات چیت ہوئی جس میں ملکی معیشت اور عوامی مسائل پر غور کیا گیا اور مختلف تجاویز پیش کی گئیں تاکہ عوام کو ریلیف فراہم کیا جا سکے اور ترقیاتی منصوبوں کو بروقت مکمل کیا جائے آج کے اجلاس میں حکومت اور اپوزیشن کے درمیان اہم امور پر تفصیلی بات چیت ہوئی جس میں ملکی معیشت اور عوامی مسائل پر غور کیا گیا اور مختلف تجاویز پیش کی گئیں تاکہ عوام کو ریلیف فراہم کیا جا سکے اور ترقیاتی منصوبوں کو بروقت مکمل کیا جائے آج کے اجلاس میں حکومت اور اپوزیشن کے درمیان اہم امور پر تفصیلی بات چیت ہوئی جس میں ملکی معیشت اور عوامی مسائل پر غور کیا گیا اور مختلف تجاویز پیش کی گئیں تاکہ عوام کو ریلیف فراہم کیا جا سکے اور ترقیاتی منصوبوں کو بروقت مکمل کیا جائے [529, 941, 600, 1648]
item-header [79, 767, 149, 778]
item-body: آج کے اجلاس میں حکومت اور اپوزیشن کے درمیان اہم امور پر تفصیلی بات چیت ہوئی جس میں ملکی معیشت اور عوامی مسائل پر غور کیا گیا اور مختلف تجاویز پیش کی گئیں تاکہ عوام کو ریلیف فراہم کیا جا سکے اور ترقیاتی منصوبوں کو بروقت مکمل کیا جائے آج کے اجلاس میں حکومت اور اپوزیشن کے درمیان اہم امور پر تفصیلی بات چیت ہوئی جس میں ملکی معیشت اور عوامی مسائل پر غور کیا گیا اور مختلف تجاویز پیش کی گئیں تاکہ عوام کو ریلیف فراہم کیا جا سکے اور ترقیاتی منصوبوں کو بروقت مکمل کیا جائے آج کے اجلاس میں حکومت اور اپوزیشن کے درمیان اہم امور پر تفصیلی بات چیت ہوئی جس میں ملکی معیشت اور عوامی مسائل پر غور کیا گیا اور مختلف تجاویز پیش کی گئیں تاکہ عوام کو ریلیف فراہم کیا جا سکے اور ترقیاتی منصوبوں کو بروقت مکمل کیا جائے آج کے اجلاس میں حکومت اور اپوزیشن کے درمیان اہم امور پر تفصیلی بات چیت ہوئی جس میں ملکی معیشت اور عوامی مسائل پر غور کیا گیا اور مختلف تجاویز پیش کی گئیں تاکہ عوام کو ریلیف فراہم کیا جا سکے اور ترقیاتی منصوبوں کو بروقت مکمل کیا جائے آج کے اجلاس میں حکومت اور اپوزیشن کے درمیان اہم امور پر تفصیلی بات چیت ہوئی جس میں ملکی معیشت اور عوامی مسائل پر غور کیا گیا اور مختلف تجاویز پیش کی گئیں تاکہ عوام کو ریلیف فراہم کیا جا سکے اور ترقیاتی منصوبوں کو بروقت مکمل کیا جائے آج کے اجلاس میں حکومت اور اپوزیشن کے درمیان اہم امور پر تفصیلی بات چیت ہوئی جس میں ملکی معیشت اور عوامی مسائل پر غور کیا گیا اور مختلف تجاویز پیش کی گئیں تاکہ عوام کو ریلیف فراہم کیا جا سکے اور ترقیاتی منصوبوں کو بروقت مکمل کیا جائے [4, 587, 74, 941]
news-item [529, 2019, 600, 2384]
news-item [454, 1474, 525, 1839]
item-number: 16 [360, 1282, 375, 1292]
item-body: آج کے اجلاس میں حکومت اور اپوزیشن کے درمیان اہم امور پر تفصیلی بات چیت ہوئی جس میں ملکی معیشت اور عوامی مسائل پر غور کیا گیا اور مختلف تجاویز پیش کی گئیں تاکہ عوام کو ریلیف فراہم کیا جا سکے اور ترقیاتی منصوبوں کو بروقت مکمل کیا جائے آج کے اجلاس میں حکومت اور اپوزیشن کے درمیان اہم امور پر تفصیلی بات چیت ہوئی جس میں ملکی معیشت اور عوامی مسائل پر غور کیا گیا اور مختلف تجاویز پیش کی گئیں تاکہ عوام کو ریلیف فراہم کیا جا سکے اور ترقیاتی منصوبوں کو بروقت مکمل کیا جائے آج کے اجلاس میں حکومت اور اپوزیشن کے درمیان اہم امور پر تفصیلی بات چیت ہوئی جس میں ملکی معیشت اور عوامی مسائل پر غور کیا گیا اور مختلف تجاویز پیش کی گئیں تاکہ عوام کو ریلیف فراہم کیا جا سکے اور ترقیاتی منصوبوں کو بروقت مکمل کیا جائے آج کے اجلاس میں حکومت اور اپوزیشن کے درمیان اہم امور پر تفصیلی بات چیت ہوئی جس میں ملکی معیشت اور عوامی مسائل پر غور کیا گیا اور مختلف تجاویز پیش کی گئیں تاکہ عوام کو ریلیف فراہم کیا جا سکے اور ترقیاتی منصوبوں کو بروقت مکمل کیا جائے آج کے اجلاس میں حکومت اور اپوزیشن کے درمیان اہم امور پر تفصیلی بات چیت ہوئی جس میں ملکی معیشت اور عوامی مسائل پر غور کیا گیا اور مختلف تجاویز پیش کی گئیں تاکہ عوام کو ریلیف فراہم کیا جا سکے اور ترقیاتی منصوبوں کو بروقت مکمل کیا جائے آج کے اجلاس میں حکومت اور اپوزیشن کے درمیان اہم امور پر تفصیلی بات چیت ہوئی جس میں ملکی معیشت اور عوامی مسائل پر غور کیا گیا اور مختلف تجاویز پیش کی گئیں تاکہ عوام کو ریلیف فراہم کیا جا سکے اور ترقیاتی منصوبوں کو بروقت مکمل کیا جائے [229, 396, 300, 750]
item-number: 14 [360, 16, 375, 26]
news-item [79, 1151, 149, 1340]
item-header [454, 384, 525, 395]
section-label: مدیر [258, 1489, 278, 1499]
section-label: مدیر [108, 767, 128, 777]
item-number: 6 [511, 16, 525, 26]
item-number: 11 [435, 384, 450, 394]
section-label: مدیر [560, 929, 581, 939]
item-body: آج کے اجلاس میں حکومت اور اپوزیشن کے درمیان اہم امور پر تفصیلی بات چیت ہوئی جس میں ملکی معیشت اور عوامی مسائل پر غور کیا گیا اور مختلف تجاویز پیش کی گئیں تاکہ عوام کو ریلیف فراہم کیا جا سکے اور ترقیاتی منصوبوں کو بروقت مکمل کیا جائے آج کے اجلاس میں حکومت اور اپوزیشن کے درمیان اہم امور پر تفصیلی بات چیت ہوئی جس میں ملکی معیشت اور عوامی مسائل پر غور کیا گیا اور مختلف تجاویز پیش کی گئیں تاکہ عوام کو ریلیف فراہم کیا جا سکے اور ترقیاتی منصوبوں کو بروقت مکمل کیا جائے آج کے اجلاس میں حکومت اور اپوزیشن کے درمیان اہم امور پر تفصیلی بات چیت ہوئی جس میں ملکی معیشت اور عوامی مسائل پر غور کیا گیا اور مختلف تجاویز پیش کی گئیں تاکہ عوام کو ریلیف فراہم کیا جا سکے اور ترقیاتی منصوبوں کو بروقت مکمل کیا جائے آج کے اجلاس میں حکومت اور اپوزیشن کے درمیان اہم امور پر تفصیلی بات چیت ہوئی جس میں ملکی معیشت اور عوامی مسائل پر غور کیا گیا اور مختلف تجاویز پیش کی گئیں تاکہ عوام کو ریلیف فراہم کیا جا سکے اور ترقیاتی منصوبوں کو بروقت مکمل کیا جائے آج کے اجلاس میں حکومت اور اپوزیشن کے درمیان اہم امور پر تفصیلی بات چیت ہوئی جس میں ملکی معیشت اور عوامی مسائل پر غور کیا گیا اور مختلف تجاویز پیش کی گئیں تاکہ عوام کو ریلیف فراہم کیا جا سکے اور ترقیاتی منصوبوں کو بروقت مکمل کیا جائے آج کے اجلاس میں حکومت اور اپوزیشن کے درمیان اہم امور پر تفصیلی بات چیت ہوئی جس میں ملکی معیشت اور عوامی مسائل پر غور کیا گیا اور مختلف تجاویز پیش کی گئیں تاکہ عوام کو ریلیف فراہم کیا جا سکے اور ترقیاتی منصوبوں کو بروقت مکمل کیا جائے [79, 411, 149, 765]
item-body: آج کے اجلاس میں حکومت اور اپوزیشن کے درمیان اہم امور پر تفصیلی بات چیت ہوئی جس میں ملکی معیشت اور عوامی مسائل پر غور کیا گیا اور مختلف تجاویز پیش کی گئیں تاکہ عوام کو ریلیف فراہم کیا جا سکے اور ترقیاتی منصوبوں کو بروقت مکمل کیا جائے آج کے اجلاس میں حکومت اور اپوزیشن کے درمیان اہم امور پر تفصیلی بات چیت ہوئی جس میں ملکی معیشت اور عوامی مسائل پر غور کیا گیا اور مختلف تجاویز پیش کی گئیں تاکہ عوام کو ریلیف فراہم کیا جا سکے اور ترقیاتی منصوبوں کو بروقت مکمل کیا جائے آج کے اجلاس میں حکومت اور اپوزیشن کے درمیان اہم امور پر تفصیلی بات چیت ہوئی جس میں ملکی معیشت اور عوامی مسائل پر غور کیا گیا اور مختلف تجاویز پیش کی گئیں تاکہ عوام کو ریلیف فراہم کیا جا سکے اور ترقیاتی منصوبوں کو بروقت مکمل کیا جائے آج کے اجلاس میں حکومت اور اپوزیشن کے درمیان اہم امور پر تفصیلی بات چیت ہوئی جس میں ملکی معیشت اور عوامی مسائل پر غور کیا گیا اور مختلف تجاویز پیش کی گئیں تاکہ عوام کو ریلیف فراہم کیا جا سکے اور ترقیاتی منصوبوں کو بروقت مکمل کیا جائے آج کے اجلاس میں حکومت اور اپوزیشن کے درمیان اہم امور پر تفصیلی بات چیت ہوئی جس میں ملکی معیشت اور عوامی مسائل پر غور کیا گیا اور مختلف تجاویز پیش کی گئیں تاکہ عوام کو ریلیف فراہم کیا جا سکے اور ترقیاتی منصوبوں کو بروقت مکمل کیا جائے آج کے اجلاس میں حکومت اور اپوزیشن کے درمیان اہم امور پر تفصیلی بات چیت ہوئی جس میں ملکی معیشت اور عوامی مسائل پر غور کیا گیا اور مختلف تجاویز پیش کی گئیں تاکہ عوام کو ریلیف فراہم کیا جا سکے اور ترقیاتی منصوبوں کو بروقت مکمل کیا جائے [154, 28, 224, 381]
item-number: 26 [209, 752, 224, 762]
item-header [529, 2387, 600, 2398]
news-item [79, 959, 149, 1148]
